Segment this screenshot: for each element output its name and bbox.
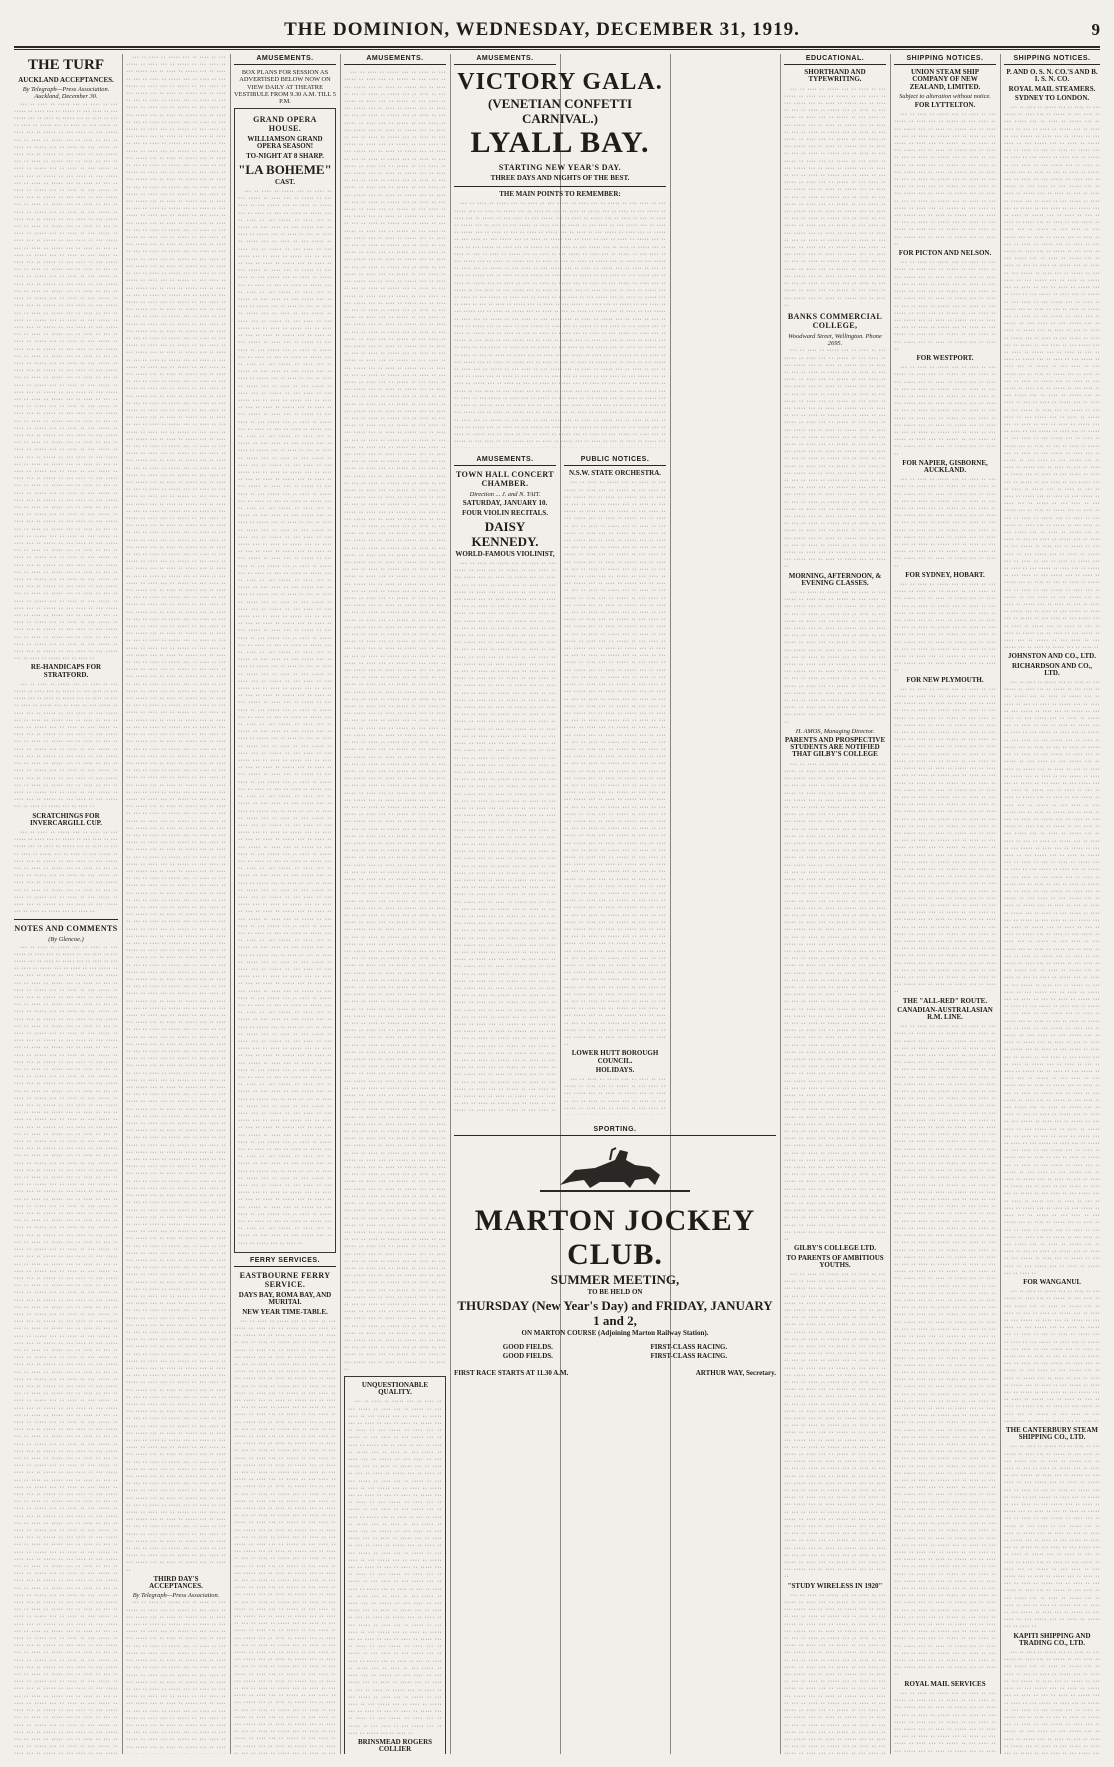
- body-text: ··· ·· ···· ·· ····· ··· ·· ···· ·· ··· ····· ·· ···· ··· ·· ····· ·· ··· ···· ·· ··· ····· ··· ·· ···· ·· ····· ··· ·· ···· ·· ··· ·· ···· ·· ····· ··· ·· ···· ·· ··· ····· ·· ···· ··· ·· ····· ·· ··· ···· ·· ··· ····· ··· ·· ···· ·· ····· ··· ·· ···· ·· ··· ·· ···· ·· ····· ··· ·· ···· ·· ··· ····· ·· ···· ··· ·· ····· ·· ··· ···· ·· ··· ····· ··· ·· ···· ·· ····· ··· ·· ···· ·· ··· ·· ···· ·· ····· ··· ·· ···· ·· ··· ····· ·· ···· ··· ·· ····· ·· ··· ···· ·· ··· ····· ··· ·· ···· ·· ····· ··· ·· ···· ·· ··· ·· ···· ·· ····· ··· ·· ···· ·· ··· ····· ·· ···· ··· ·· ····· ·· ··· ···· ·· ··· ····· ··· ·· ···· ·· ····· ··· ·· ···· ·· ··· ·· ···· ·· ····· ··· ·· ···· ·· ··· ····· ·· ···· ··· ·· ····· ·· ··· ···· ·· ··· ····· ··· ·· ···· ·· ····· ··· ·· ···· ·· ··· ·· ···· ·· ····· ··· ·· ···· ·· ··· ····· ·· ···· ··· ·· ····· ·· ··· ···· ·· ··· ····· ··· ·· ···· ·· ····· ··· ·· ···· ·· ··· ·· ···· ·· ····· ··· ·· ···· ·· ··· ····· ·· ···· ··· ·· ····· ·· ··· ···· ·· ··· ····· ··· ·· ···· ·· ····· ··· ·· ···· ·· ··· ·· ···· ·· ····· ··· ·· ···· ·· ··· ····· ·· ···· ··· ·· ····· ·· ··· ···· ·· ··· ····· ··· ·· ···· ·· ····· ··· ·· ···· ·· ··· ·· ···· ·· ····· ··· ·· ···· ·· ··· ····· ·· ···· ··· ·· ····· ·· ··· ···· ·· ··· ····· ··· ·· ···· ·· ····· ··· ·· ···· ·· ··· ·· ···· ·· ····· ··· ·· ···· ·· ··· ····· ·· ···· ··· ·· ····· ·· ··· ···· ·· ··· ····· ··· ·· ···· ·· ····· ··· ·· ···· ·· ··· ·· ···· ·· ····· ··· ·· ···· ·· ··· ····· ·· ···· ··· ·· ····· ·· ··· ···· ·· ··· ····· ··· ·· ···· ·· ····· ··· ·· ···· ·· ··· ·· ···· ·· ····· ··· ·· ···· ·· ··· ····· ·· ···· ··· ·· ····· ·· ··· ···· ·· ··· ····· ··· ·· ···· ·· ····· ··· ·· ···· ·· ··· ·· ···· ·· ····· ··· ·· ···· ·· ··· ····· ·· ···· ··· ·· ····· ·· ··· ···· ·· ··· ····· ··· ·· ···· ·· ····· ··· ·· ···· ·· ··· ·· ···· ·· ····· ··· ·· ···· ·· ··· ····· ·· ···· ··· ·· ····· ·· ··· ···· ·· ··· ····· ··· ·· ···· ·· ····· ··· ·· ···· ·· ··· ·· ···· ·· ····· ··· ·· ···· ·· ··· ····· ·· ···· ··· ·· ····· ·· ··· ···· ·· ··· ····· ··· ·· ···· ·· ····· ··· ·· ···· ·· ··· ·· ···· ·· ····· ··· ·· ···· ·· ··· ····· ·· ···· ··· ·· ····· ·· ··· ···· ·· ··· ····· ··· ·· ···· ·· ····· ··· ·· ···· ·· ··· ·· ···· ·· ····· ··· ·· ···· ·· ··· ····· ·· ···· ··· ·· ····· ·· ··· ···· ·· ··· ····· ··· ·· ···· ·· ····· ··· ·· ···· ·· ··· ·· ···· ·· ····· ··· ·· ···· ·· ··· ····· ·· ···· ··· ·· ····· ·· ··· ···· ·· ··· ····· ··· ·· ···· ·· ····· ··· ·· ···· ·· ··· ·· ···· ·· ····· ··· ·· ···· ·· ··· ····· ·· ···· ··· ·· ····· ·· ··· ···· ·· ··· ····· ··· ·· ···· ·· ····· ··· ·· ···· ·· ··· ·· ···· ·· ····· ··· ·· ···· ·· ··· ····· ·· ···· ··· ·· ····· ·· ··· ···· ·· ··· ····· ··· ·· ···· ·· ····· ··· ·· ···· ·· ··· ·· ···· ·· ····· ··· ·· ···· ·· ··· ····· ·· ···· ··· ·· ····· ·· ··· ···· ·· ··· ····· ··· ·· ···· ·· ····· ··· ·· ···· ·· ··· ·· ···· ·· ····· ··· ·· ···· ·· ··· ····· ·· ···· ··· ·· ····· ·· ··· ···· ·· ··· ····· ··· ·· ···· ·· ····· ··· ·· ···· ·· ··· ·· ···· ·· ····· ··· ·· ···· ·· ··· ····· ·· ···· ··· ·· ····· ·· ··· ···· ·· ··· ····· ··· ·· ···· ·· ····· ··· ·· ···· ·· ··· ·· ···· ·· ····· ··· ·· ···· ·· ··· ····· ·· ···· ··· ·· ····· ·· ··· ···· ·· ··· ····· ··· ·· ···· ·· ····· ··· ·· ···· ·· ··· ·· ···· ·· ····· ··· ·· ···· ·· ··· ····· ·· ···· ··· ·· ····· ·· ··· ···· ·· ··· ····· ··· ·· ···· ·· ····· ··· ·· ···· ·· ··· ·· ···· ·· ····· ··· ·· ···· ·· ··· ····· ·· ···· ··· ·· ····· ·· ··· ···· ·· ··· ····· ··· ·· ···· ·· ····· ··· ·· ···· ·· ··· ·· ···· ·· ····· ··· ·· ···· ·· ··· ····· ·· ···· ··· ·· ····· ·· ··· ···· ·· ··· ····· ··· ·· ···· ·· ····· ··· ·· ···· ·· ··· ·· ···· ·· ····· ··· ·· ···· ·· ··· ····· ·· ···· ··· ·· ····· ·· ··· ···· ·· ··· ····· ··· ·· ···· ·· ····· ··· ·· ···· ·· ··· ·· ···· ·· ····· ··· ·· ···· ·· ··· ····· ·· ···· ··· ·· ····· ·· ··· ···· ·· ··· ····· ··· ·· ···· ·· ····· ··· ·· ···· ·· ··· ·· ···· ·· ····· ··· ·· ···· ·· ··· ····· ·· ···· ··· ·· ····· ·· ··· ···· ·· ··· ····· ··· ·· ···· ·· ····· ··· ·· ···· ·· ··· ·· ···· ·· ····· ··· ·· ···· ·· ··· ····· ·· ···· ··· ·· ····· ·· ··· ···· ·· ··· ····· ··· ·· ···· ·· ····· ··· ·· ···· ·· ··· ·· ···· ·· ····· ··· ·· ···· ·· ··· ····· ·· ···· ··· ·· ····· ·· ··· ···· ·· ··· ····· ··· ·· ···· ·· ····· ··· ·· ···· ·· ··· ·· ···· ·· ····· ··· ·· ···· ·· ··· ····· ·· ···· ··· ·· ····· ·· ··· ···· ·· ··· ····· ··· ·· ···· ·· ····· ··· ·· ···· ·· ··· ·· ···· ·· ····· ··· ·· ···· ·· ··· ····· ·· ···· ··· ·· ····· ·· ··· ···· ·· ··· ····· ··· ·· ···· ·· ····· ··· ·· ···· ·· ··· ·· ···· ·· ····· ··· ·· ···· ·· ··· ····· ·· ···· ··· ·· ····· ·· ··· ···· ·· ··· ····· ··· ·· ···· ·· ····· ··· ·· ···· ·· ··· ·· ···· ·· ····· ··· ·· ···· ·· ··· ····· ·· ···· ··· ·· ····· ·· ··· ···· ·· ··· ····· ··· ·· ···· ·· ····· ··· ·· ···· ·· ··· ·· ···· ·· ····· ··· ·· ···· ·· ··· ····· ·· ···· ··· ·· ····· ·· ··· ···· ·· ··· ·····: [14, 943, 118, 1754]
- body-text: ··· ·· ···· ·· ····· ··· ·· ···· ·· ··· ····· ·· ···· ··· ·· ····· ·· ··· ···· ·· ··· ····· ··· ·· ···· ·· ····· ··· ·· ···· ·· ··· ·· ···· ·· ····· ··· ·· ···· ·· ··· ····· ·· ···· ··· ·· ····· ·· ··· ···· ·· ··· ····· ··· ·· ···· ·· ····· ··· ·· ···· ·· ··· ·· ···· ·· ····· ··· ·· ···· ·· ··· ····· ·· ···· ··· ·· ····· ·· ··· ···· ·· ··· ····· ··· ·· ···· ·· ····· ··· ·· ···· ·· ··· ·· ···· ·· ····· ··· ·· ···· ·· ··· ····· ·· ···· ··· ·· ····· ·· ··· ···· ·· ··· ····· ··· ·· ···· ·· ····· ··· ·· ···· ·· ··· ·· ···· ·· ····· ··· ·· ···· ·· ··· ····· ·· ···· ··· ·· ····· ·· ··· ···· ·· ··· ····· ··· ·· ···· ·· ····· ··· ·· ···· ·· ··· ·· ···· ·· ····· ··· ·· ···· ·· ··· ····· ·· ···· ··· ·· ····· ·· ··· ···· ·· ··· ····· ··· ·· ···· ·· ····· ··· ·· ···· ·· ··· ·· ···· ·· ····· ··· ·· ···· ·· ··· ····· ·· ···· ··· ·· ····· ·· ··· ···· ·· ··· ····· ··· ·· ···· ·· ····· ··· ·· ····: [126, 1599, 226, 1751]
- lyttelton-heading: FOR LYTTELTON.: [914, 101, 976, 110]
- advert-marton-jockey-club: [454, 1125, 776, 1745]
- body-text: ··· ·· ···· ·· ····· ··· ·· ···· ·· ··· ····· ·· ···· ··· ·· ····· ·· ··· ···· ·· ··· ····· ··· ·· ···· ·· ····· ··· ·· ···· ·· ··· ·· ···· ·· ····· ··· ·· ···· ·· ··· ····· ·· ···· ··· ·· ····· ·· ··· ···· ·· ··· ····· ··· ·· ···· ·· ····· ··· ·· ···· ·· ··· ·· ···· ·· ····· ··· ·· ···· ·· ··· ····· ·· ···· ··· ·· ····· ·· ··· ···· ·· ··· ····· ··· ·· ···· ·· ····· ··· ·· ···· ·· ··· ·· ···· ·· ····· ··· ·· ···· ·· ··· ····· ·· ···· ··· ·· ····· ·· ··· ···· ·· ··· ····· ··· ·· ···· ·· ····· ··· ·· ···· ·· ··· ·· ···· ·· ····· ··· ·· ···· ·· ··· ····· ·· ···· ··· ·· ····· ·· ··· ···· ·· ··· ····· ··· ·· ···· ·· ····· ··· ·· ···· ·· ··· ·· ···· ·· ····· ··· ·· ···· ·· ··· ····· ·· ···· ··· ·· ····· ·· ··· ···· ·· ··· ····· ··· ·· ···· ·· ····· ··· ·· ···· ·· ··· ·· ···· ·· ····· ··· ·· ···· ·· ··· ····· ·· ···· ··· ·· ····· ·· ··· ···· ·· ··· ····· ··· ·· ···· ·· ····· ··· ·· ···· ·· ··· ·· ···· ·· ····· ··· ·· ···· ·· ··· ····· ·· ···· ··· ·· ····· ·· ··· ···· ·· ··· ····· ··· ·· ···· ·· ····· ··· ·· ···· ·· ··· ·· ···· ·· ····· ··· ·· ···· ·· ··· ····· ·· ···· ··· ·· ····· ·· ··· ···· ·· ··· ····· ··· ·· ···· ·· ····· ··· ·· ···· ·· ··· ·· ···· ·· ····· ··· ·· ···· ·· ··· ····· ·· ···· ··· ·· ····· ·· ··· ···· ·· ··· ····· ··· ·· ···· ·· ····· ··· ·· ···· ·· ··· ·· ···· ·· ····· ··· ·· ···· ·· ··· ····· ·· ···· ··· ·· ····· ·· ··· ···· ·· ··· ····· ··· ·· ···· ·· ····· ··· ·· ···· ·· ··· ·· ···· ·· ····· ··· ·· ···· ·· ··· ····· ·· ···· ··· ·· ····· ·· ··· ···· ·· ··· ····· ··· ·· ···· ·· ····· ··· ·· ···· ·· ··· ·· ···· ·· ····· ··· ·· ···· ·· ··· ····· ·· ···· ··· ·· ····· ·· ··· ···· ·· ··· ····· ··· ·· ···· ·· ····· ··· ·· ···· ·· ··· ·· ···· ·· ····· ··· ·· ···· ·· ··· ····· ·· ···· ··· ·· ····· ·· ··· ···· ·· ··· ····· ··· ·· ···· ·· ····· ··· ·· ···· ·· ··· ·· ···· ·· ····· ··· ·· ···· ·· ··· ····· ·· ···· ··· ·· ····· ·· ··· ···· ·· ··· ····· ··· ·· ···· ·· ····· ··· ·· ···· ·· ··· ·· ···· ·· ····· ··· ·· ···· ·· ··· ····· ·· ···· ··· ·· ····· ·· ··· ···· ·· ··· ····· ··· ·· ···· ·· ····· ··· ·· ···· ·· ··· ·· ···· ·· ····· ··· ·· ···· ·· ··· ····· ·· ···· ··· ·· ····· ·· ··· ···· ·· ··· ····· ··· ·· ···· ·· ····· ··· ·· ···· ·· ··· ·· ···· ·· ····· ··· ·· ···· ·· ··· ····· ·· ···· ··· ·· ····· ·· ··· ···· ·· ··· ····· ··· ·· ···· ·· ····· ··· ·· ···· ·· ··· ·· ···· ·· ····· ··· ·· ···· ·· ··· ····· ·· ···· ··· ·· ····· ·· ··· ···· ·· ··· ····· ··· ·· ···· ·· ····· ··· ·· ···· ·· ··· ·· ···· ·· ····· ··· ·· ···· ·· ··· ····· ·· ···· ··· ·· ····· ·· ··· ···· ·· ··· ····· ··· ·· ···· ·· ····· ··· ·· ···· ·· ··· ·· ···· ·· ····· ··· ·· ···· ·· ··· ····· ·· ···· ··· ·· ····· ·· ··· ···· ·· ··· ····· ··· ·· ···· ·· ····· ··· ·· ···· ·· ··· ·· ···· ·· ····· ··· ·· ···· ·· ··· ····· ·· ···· ··· ·· ····· ·· ··· ···· ·· ··· ····· ··· ·· ···· ·· ····· ··· ·· ···· ·· ··· ·· ···· ·· ····· ··· ·· ···· ·· ··· ····· ·· ···· ··· ·· ····· ·· ··· ···· ·· ··· ····· ··· ·· ···· ·· ····· ··· ·· ···· ·· ··· ·· ···· ·· ····· ··· ·· ···· ·· ··· ····· ·· ···· ··· ·· ····· ·· ··· ···· ·· ··· ····· ··· ·· ···· ·· ····· ··· ·· ···· ·· ··· ·· ···· ·· ····· ··· ·· ···· ·· ··· ····· ·· ···· ··· ·· ····· ·· ··· ···· ·· ··· ····· ··· ·· ···· ·· ····· ··· ·· ···· ·· ··· ·· ···· ·· ····· ··· ·· ···· ·· ··· ····· ·· ···· ··· ·· ····· ·· ··· ···· ·· ··· ····· ··· ·· ···· ·· ····· ··· ·· ···· ·· ··· ·· ···· ·· ····· ··· ·· ···· ·· ··· ····· ·· ···· ··· ·· ····· ·· ··· ···· ·· ··· ····· ··· ·· ···· ·· ····· ··· ·· ···· ·· ··· ·· ···· ·· ····· ··· ·· ···· ·· ··· ····· ·· ···· ··· ·· ····· ·· ··· ···· ·· ··· ····· ··· ·· ···· ·· ····· ··· ·· ···· ·· ··· ·· ···· ·· ····· ··· ·· ···· ·· ··· ····· ·· ···· ··· ·· ····· ·· ··· ···· ·· ··· ····· ··· ·· ···· ·· ····· ··· ·· ···· ·· ··· ·· ···· ·· ····· ··· ·· ···· ·· ··· ····· ·· ···· ··· ·· ····· ·· ··· ···· ·· ··· ····· ··· ·· ···· ·· ····· ··· ·· ···· ·· ··· ·· ···· ·· ····· ··· ·· ···· ·· ··· ····· ·· ···· ··· ·· ····· ·· ··· ···· ·· ··· ····· ··· ·· ···· ·· ····· ··· ·· ···· ·· ··· ·· ···· ·· ····· ··· ·· ···· ·· ··· ····· ·· ···· ··· ·· ····· ·· ··· ···· ·· ··· ····· ··· ·· ···· ·· ····· ··· ·· ···· ·· ··· ·· ···· ·· ····· ··· ·· ···· ·· ··· ····· ·· ···· ··· ·· ····· ·· ··· ···· ·· ··· ····· ··· ·· ···· ·· ····· ··· ·· ···· ·· ··· ·· ···· ·· ····· ··· ·· ···· ·· ··· ····· ·· ···· ··· ·· ····· ·· ··· ···· ·· ··· ····· ··· ·· ···· ·· ····· ··· ·· ···· ·· ··· ·· ···· ·· ····· ··· ·· ···· ·· ··· ····· ·· ···· ··· ·· ····· ·· ··· ···· ·· ··· ····· ··· ·· ···· ·· ····· ··· ·· ···· ·· ··· ·· ···· ·· ····· ··· ·· ···· ·· ··· ····· ·· ···· ··· ·· ····· ·· ··· ···· ·· ··· ····· ··· ·· ···· ·· ····· ··· ·· ···· ·· ··· ·· ···· ·· ····· ··· ·· ···· ·· ··· ····· ·· ···· ··· ·· ····· ·· ··· ···· ·· ··· ····· ··· ·· ···· ·· ····· ··· ·· ···· ·· ··· ·· ···· ·· ····· ··· ·· ···· ·· ··· ····· ·· ···· ··· ·· ····· ·· ··· ···· ·· ··· ····· ··· ·· ···· ·· ····· ··· ·· ···· ·· ··· ·· ···· ·· ····· ··· ·· ···· ·· ··· ····· ·· ···· ··· ·· ····· ·· ··· ···· ·· ··· ····· ··· ·· ···· ·· ····· ··· ·· ···· ·· ··· ·· ···· ·· ····· ··· ·· ···· ·· ··· ····· ·· ···· ··· ·· ····· ·· ··· ···· ·· ··· ····· ··· ·· ···· ·· ····· ··· ·· ···· ·· ··· ·· ···· ·· ····· ··· ·· ···· ·· ··· ····· ·· ···· ··· ·· ····· ·· ··· ···· ·· ··· ····· ··· ·· ···· ·· ····· ··· ·· ···· ·· ··· ·· ···· ·· ····· ··· ·· ···· ·· ··· ····· ·· ···· ··· ·· ····· ·· ··· ···· ·· ··· ····· ··· ·· ···· ·· ····· ··· ·· ···· ·· ··· ·· ···· ·· ····· ··· ·· ···· ·· ··· ····· ·· ···· ··· ·· ····· ·· ··· ···· ·· ··· ····· ··· ·· ···· ·· ····· ··· ·· ···· ·· ··· ·· ···· ·· ····· ··· ·· ···· ·· ··· ····· ·· ···· ··· ·· ····· ·· ··· ···· ·· ··· ····· ··· ·· ···· ·· ····· ··· ·· ···· ··: [238, 188, 332, 1247]
- section-amusements: AMUSEMENTS.: [344, 54, 446, 65]
- sporting-fields: GOOD FIELDS.: [502, 1351, 553, 1360]
- body-text: ··· ·· ···· ·· ····· ··· ·· ···· ·· ··· ····· ·· ···· ··· ·· ····· ·· ··· ···· ·· ··· ····· ··· ·· ···· ·· ····· ··· ·· ···· ·· ··· ·· ···· ·· ····· ··· ·· ···· ·· ··· ····· ·· ···· ··· ·· ····· ·· ··· ···· ·· ··· ····· ··· ·· ···· ·· ····· ··· ·· ···· ·· ··· ·· ···· ·· ····· ··· ·· ···· ·· ··· ····· ·· ···· ··· ·· ····· ·· ··· ···· ·· ··· ····· ··· ·· ···· ·· ····· ··· ·· ···· ·· ··· ·· ···· ·· ····· ··· ·· ···· ·· ··· ····· ·· ···· ··· ·· ····· ·· ··· ···· ·· ··· ····· ··· ·· ···· ·· ····· ··· ·· ···· ·· ··· ·· ···· ·· ····· ··· ·· ···· ·· ··· ····· ·· ···· ··· ·· ····· ·· ··· ···· ·· ··· ····· ··· ·· ···· ·· ····· ··· ·· ···· ·· ··· ·· ···· ·· ····· ··· ·· ···· ·· ··· ····· ·· ···· ··· ·· ····· ·· ··· ···· ·· ··· ····· ··· ·· ···· ·· ····· ··· ·· ···· ··: [784, 589, 886, 726]
- banks-address: Woodward Street, Wellington. Phone 2695.: [788, 332, 882, 348]
- body-text: ··· ·· ···· ·· ····· ··· ·· ···· ·· ··· ····· ·· ···· ··· ·· ····· ·· ··· ···· ·· ··· ····· ··· ·· ···· ·· ····· ··· ·· ···· ·· ··· ·· ···· ·· ····· ··· ·· ···· ·· ··· ····· ·· ···· ··· ·· ····· ·· ··· ···· ·· ··· ····· ··· ·· ···· ·· ····· ··· ·· ···· ·· ··· ·· ···· ·· ····· ··· ·· ···· ·· ··· ····· ·· ···· ··· ·· ····· ·· ··· ···· ·· ··· ····· ··· ·· ···· ·· ····· ··· ·· ···· ·· ··· ·· ···· ·· ····· ··· ·· ···· ·· ··· ····· ·· ···· ··· ·· ····· ·· ··· ···· ·· ··· ····· ··· ·· ···· ·· ····· ··· ·· ···· ·· ··· ·· ···· ·· ····· ··· ·· ···· ·· ··· ····· ·· ···· ··· ·· ····· ·· ··· ···· ·· ··· ····· ··· ·· ···· ·· ····· ··· ·· ···· ·· ··· ·· ···· ·· ····· ··· ·· ···· ·· ··· ····· ·· ···· ··· ·· ····· ·· ··· ···· ·· ··· ····· ··· ·· ···· ·· ····· ··· ·· ···· ·· ··· ·· ···· ·· ····· ··· ·· ···· ·· ··· ····· ·· ···· ··· ·· ····· ·· ··· ···· ·· ··· ····· ··· ·· ···· ·· ····· ··· ·· ···· ·· ··· ·· ···· ·· ····· ··· ·· ···· ·· ··· ····· ·· ···· ··· ·· ····· ·· ··· ···· ·· ··· ····· ··· ·· ···· ·· ····· ··· ·· ···· ·· ··· ·· ···· ·· ····· ··· ·· ···· ·· ··· ····· ·· ···· ··· ·· ····· ·· ··· ···· ·· ··· ····· ··· ·· ···· ·· ····· ··· ·· ···· ·· ··· ·· ···· ·· ····· ··· ·· ···· ·· ··· ····· ·· ···· ··· ·· ····· ·· ··· ···· ·· ··· ····· ··· ·· ···· ·· ····· ··· ·· ···· ·· ··· ·· ···· ·· ····· ··· ·· ···· ·· ··· ····· ·· ···· ··· ·· ····· ·· ··· ···· ·· ··· ····· ··· ·· ···· ·· ····· ··· ·· ···· ·· ··· ·· ···· ·· ····· ··· ·· ···· ·· ··· ····· ·· ···· ··· ·· ····· ·· ··· ···· ·· ··· ····· ··· ·· ···· ·· ····· ··· ·· ···· ·· ··· ·· ···· ·· ····· ··· ·· ···· ·· ··· ····· ·· ···· ··· ·· ····· ·· ··· ···· ·· ··· ····· ··· ·· ···· ·· ····· ··· ·· ···· ·· ··· ·· ···· ·· ····· ··· ·· ···· ·· ··· ····· ·· ···· ··· ·· ····· ·· ··· ···· ·· ··· ····· ··· ·· ···· ·· ····· ··· ·· ···· ·· ··· ·· ···· ·· ····· ··· ·· ···· ·· ··· ····· ·· ···· ··· ·· ····· ·· ··· ···· ·· ··· ····· ··· ·· ···· ·· ····· ··· ·· ···· ·· ··· ·· ···· ·· ····· ··· ·· ···· ·· ··· ····· ·· ···· ··· ·· ····· ·· ··· ···· ·· ··· ····· ··· ·· ···· ·· ····· ··· ·· ···· ·· ··· ·· ···· ·· ····· ··· ·· ···· ·· ··· ····· ·· ···· ··· ·· ····· ·· ··· ···· ·· ··· ····· ··· ·· ···· ·· ····· ··· ·· ···· ·· ··· ·· ···· ·· ····· ··· ·· ···· ·· ··· ····· ·· ···· ··· ·· ····· ·· ··· ···· ·· ··· ····· ··· ·· ···· ·· ····· ··· ·· ···· ·· ··· ·· ···· ·· ····· ··· ·· ···· ·· ··· ····· ·· ···· ··· ·· ····· ·· ··· ···· ·· ··· ····· ··· ·· ···· ·· ····· ··· ·· ···· ·· ··· ·· ···· ·· ····· ··· ·· ···· ·· ··· ····· ·· ···· ··· ·· ····· ·· ··· ···· ·· ··· ····· ··· ·· ···· ·· ····· ··· ·· ···· ·· ··· ·· ···· ·· ····· ··· ·· ···· ·· ··· ····· ·· ···· ··· ·· ····· ·· ··· ···· ·· ··· ····· ··· ·· ···· ·· ····· ··· ·· ···· ·· ··· ·· ···· ·· ····· ··· ·· ···· ·· ··· ····· ·· ···· ··· ·· ····· ·· ··· ···· ·· ··· ····· ··· ·· ···· ·· ····· ··· ·· ···· ·· ··· ·· ···· ·· ····· ··· ·· ···· ·· ··· ····· ·· ···· ··· ·· ····· ·· ··· ···· ·· ··· ····· ··· ·· ···· ·· ····· ··· ·· ···· ·· ··· ·· ···· ·· ····· ··· ·· ···· ·· ··· ····· ·· ···· ··· ·· ····· ·· ··· ···· ·· ··· ····· ··· ·· ···· ·· ····· ··· ·· ···· ·· ··· ·· ···· ·· ····· ··· ·· ···· ·· ··· ····· ·· ···· ··· ·· ····· ·· ··· ···· ·· ··· ····· ··· ·· ···· ·· ····· ··· ·· ···· ·· ··· ·· ···· ·· ····· ··· ·· ···· ·· ··· ····· ·· ···· ··· ·· ····· ·· ··· ···· ·· ··· ····· ··· ·· ···· ·· ····· ··· ·· ···· ··: [564, 479, 666, 1049]
- section-amusements: AMUSEMENTS.: [454, 54, 556, 65]
- ferry-sub: DAYS BAY, ROMA BAY, AND MURITAI.: [238, 1291, 332, 1307]
- body-text: ··· ·· ···· ·· ····· ··· ·· ···· ·· ··· ····· ·· ···· ··· ·· ····· ·· ··· ···· ·· ··· ····· ··· ·· ···· ·· ····· ··· ·· ···· ·· ··· ·· ···· ·· ····· ··· ·· ···· ·· ··· ····· ·· ···· ··· ·· ····· ·· ··· ···· ·· ··· ····· ··· ·· ···· ·· ····· ··· ·· ···· ·· ··· ·· ···· ·· ····· ··· ·· ···· ·· ··· ····· ·· ···· ··· ·· ····· ·· ··· ···· ·· ··· ····· ··· ·· ···· ·· ····· ··· ·· ····: [894, 1689, 996, 1754]
- sporting-meeting: SUMMER MEETING,: [550, 1272, 680, 1288]
- ad-title: GRAND OPERA HOUSE.: [253, 115, 317, 134]
- sporting-start: FIRST RACE STARTS AT 11.30 A.M.: [454, 1369, 569, 1378]
- concert-heading: TOWN HALL CONCERT CHAMBER.: [456, 470, 554, 489]
- body-text: ··· ·· ···· ·· ····· ··· ·· ···· ·· ··· ····· ·· ···· ··· ·· ····· ·· ··· ···· ·· ··· ····· ··· ·· ···· ·· ····· ··· ·· ···· ·· ··· ·· ···· ·· ····· ··· ·· ···· ·· ··· ····· ·· ···· ··· ·· ····· ·· ··· ···· ·· ··· ····· ··· ·· ···· ·· ····· ··· ·· ···· ·· ··· ·· ···· ·· ····· ··· ·· ···· ·· ··· ····· ·· ···· ··· ·· ····· ·· ··· ···· ·· ··· ····· ··· ·· ···· ·· ····· ··· ·· ···· ·· ··· ·· ···· ·· ····· ··· ·· ···· ·· ··· ····· ·· ···· ··· ·· ····· ·· ··· ···· ·· ··· ····· ··· ·· ···· ·· ····· ··· ·· ···· ·· ··· ·· ···· ·· ····· ··· ·· ···· ·· ··· ····· ·· ···· ··· ·· ····· ·· ··· ···· ·· ··· ····· ··· ·· ···· ·· ····· ··· ·· ···· ·· ··· ·· ···· ·· ····· ··· ·· ···· ·· ··· ····· ·· ···· ··· ·· ····· ·· ··· ···· ·· ··· ····· ··· ·· ···· ·· ····· ··· ·· ···· ·· ··· ·· ···· ·· ····· ··· ·· ···· ·· ··· ····· ·· ···· ··· ·· ····· ·· ··· ···· ·· ··· ····· ··· ·· ···· ·· ····· ··· ·· ···· ·· ··· ·· ···· ·· ····· ··· ·· ···· ·· ··· ····· ·· ···· ··· ·· ····· ·· ··· ···· ·· ··· ····· ··· ·· ···· ·· ····· ··· ·· ···· ·· ··· ·· ···· ·· ····· ··· ·· ···· ·· ··· ····· ·· ···· ··· ·· ····· ·· ··· ···· ·· ··· ····· ··· ·· ···· ·· ····· ··· ·· ···· ·· ··· ·· ···· ·· ····· ··· ·· ···· ·· ··· ····· ·· ···· ··· ·· ····· ·· ··· ···· ·· ··· ····· ··· ·· ···· ·· ····· ··· ·· ···· ·· ··· ·· ···· ·· ····· ··· ·· ···· ·· ··· ····· ·· ···· ··· ·· ····· ·· ··· ···· ·· ··· ····· ··· ·· ···· ·· ····· ··· ·· ···· ·· ··· ·· ···· ·· ····· ··· ·· ···· ·· ··· ····· ·· ···· ··· ·· ····· ·· ··· ···· ·· ··· ····· ··· ·· ···· ·· ····· ··· ·· ···· ·· ··· ·· ···· ·· ····· ··· ·· ···· ·· ··· ····· ·· ···· ··· ·· ····· ·· ··· ···· ·· ··· ····· ··· ·· ···· ·· ····· ··· ·· ···· ·· ··· ·· ···· ·· ····· ··· ·· ···· ·· ··· ····· ·· ···· ··· ·· ····· ·· ··· ···· ·· ··· ····· ··· ·· ···· ·· ····· ··· ·· ···· ·· ··· ·· ···· ·· ····· ··· ·· ···· ·· ··· ····· ·· ···· ··· ·· ····· ·· ··· ···· ·· ··· ····· ··· ·· ···· ·· ····· ··· ·· ···· ·· ··· ·· ···· ·· ····· ··· ·· ···· ·· ··· ····· ·· ···· ··· ·· ····· ·· ··· ···· ·· ··· ····· ··· ·· ···· ·· ····· ··· ·· ···· ·· ··· ·· ···· ·· ····· ··· ·· ···· ·· ··· ····· ·· ···· ··· ·· ····· ·· ··· ···· ·· ··· ····· ··· ·· ···· ·· ····· ··· ·· ···· ·· ··· ·· ···· ·· ····· ··· ·· ···· ·· ··· ····· ·· ···· ··· ·· ····· ·· ··· ···· ·· ··· ····· ··· ·· ···· ·· ····· ··· ·· ···· ·· ··· ·· ···· ·· ····· ··· ·· ···· ·· ··· ····· ·· ···· ··· ·· ····· ·· ··· ···· ·· ··· ····· ··· ·· ···· ·· ····· ··· ·· ···· ·· ··· ·· ···· ·· ····· ··· ·· ···· ·· ··· ····· ·· ···· ··· ·· ····· ·· ··· ···· ·· ··· ····· ··· ·· ···· ·· ····· ··· ·· ···· ·· ··· ·· ···· ·· ····· ··· ·· ···· ·· ··· ····· ·· ···· ··· ·· ····· ·· ··· ···· ·· ··· ····· ··· ·· ···· ·· ····· ··· ·· ···· ·· ··· ·· ···· ·· ····· ··· ·· ···· ·· ··· ····· ·· ···· ··· ·· ····· ·· ··· ···· ·· ··· ····· ··· ·· ···· ·· ····· ··· ·· ···· ··: [784, 760, 886, 1244]
- body-text: ··· ·· ···· ·· ····· ··· ·· ···· ·· ··· ····· ·· ···· ··· ·· ····· ·· ··· ···· ·· ··· ····· ··· ·· ···· ·· ····· ··· ·· ···· ·· ··· ·· ···· ·· ····· ··· ·· ···· ·· ··· ····· ·· ···· ··· ·· ····· ·· ··· ···· ·· ··· ····· ··· ·· ···· ·· ····· ··· ·· ···· ·· ··· ·· ···· ·· ····· ··· ·· ···· ·· ··· ····· ·· ···· ··· ·· ····· ·· ··· ···· ·· ··· ····· ··· ·· ···· ·· ····· ··· ·· ···· ·· ··· ·· ···· ·· ····· ··· ·· ···· ·· ··· ····· ·· ···· ··· ·· ····· ·· ··· ···· ·· ··· ····· ··· ·· ···· ·· ····· ··· ·· ···· ·· ··· ·· ···· ·· ····· ··· ·· ···· ·· ··· ····· ·· ···· ··· ·· ····· ·· ··· ···· ·· ··· ····· ··· ·· ···· ·· ····· ··· ·· ···· ·· ··· ·· ···· ·· ····· ··· ·· ···· ·· ··· ····· ·· ···· ··· ·· ····· ·· ··· ···· ·· ··· ····· ··· ·· ···· ·· ····· ··· ·· ···· ·· ··· ·· ···· ·· ····· ··· ·· ···· ·· ··· ····· ·· ···· ··· ·· ····· ·· ··· ···· ·· ··· ····· ··· ·· ···· ·· ····· ··· ·· ···· ·· ··· ·· ···· ·· ····· ··· ·· ···· ·· ··· ····· ·· ···· ··· ·· ····· ·· ··· ···· ·· ··· ····· ··· ·· ···· ·· ····· ··· ·· ···· ·· ··· ·· ···· ·· ····· ··· ·· ···· ·· ··· ····· ·· ···· ··· ·· ····· ·· ··· ···· ·· ··· ····· ··· ·· ···· ·· ····· ··· ·· ···· ·· ··· ·· ···· ·· ····· ··· ·· ···· ·· ··· ····· ·· ···· ··· ·· ····· ·· ··· ···· ·· ··· ····· ··· ·· ···· ·· ····· ··· ·· ···· ·· ··· ·· ···· ·· ····· ··· ·· ···· ·· ··· ····· ·· ···· ··· ·· ····· ·· ··· ···· ·· ··· ····· ··· ·· ···· ·· ····· ··· ·· ···· ·· ··· ·· ···· ·· ····· ··· ·· ···· ·· ··· ····· ·· ···· ··· ·· ····· ·· ··· ···· ·· ··· ····· ··· ·· ···· ·· ····· ··· ·· ···· ·· ··· ·· ···· ·· ····· ··· ·· ···· ·· ··· ····· ·· ···· ··· ·· ····· ·· ··· ···· ·· ··· ····· ··· ·· ···· ·· ····· ··· ·· ···· ·· ··· ·· ···· ·· ····· ··· ·· ···· ·· ··· ····· ·· ···· ··· ·· ····· ·· ··· ···· ·· ··· ····· ··· ·· ···· ·· ····· ··· ·· ···· ··: [894, 685, 996, 996]
- masthead-rule: [14, 49, 1100, 50]
- column-concert: [454, 455, 556, 1115]
- body-text: ··· ·· ···· ·· ····· ··· ·· ···· ·· ··· ····· ·· ···· ··· ·· ····· ·· ··· ···· ·· ··· ····· ··· ·· ···· ·· ····· ··· ·· ···· ·· ··· ·· ···· ·· ····· ··· ·· ···· ·· ··· ····· ·· ···· ··· ·· ····· ·· ··· ···· ·· ··· ····· ··· ·· ···· ·· ····· ··· ·· ···· ·· ··· ·· ···· ·· ····· ··· ·· ···· ·· ··· ····· ·· ···· ··· ·· ····· ·· ··· ···· ·· ··· ····· ··· ·· ···· ·· ····· ··· ·· ···· ·· ··· ·· ···· ·· ····· ··· ·· ···· ·· ··· ····· ·· ···· ··· ·· ····· ·· ··· ···· ·· ··· ····· ··· ·· ···· ·· ····· ··· ·· ···· ·· ··· ·· ···· ·· ····· ··· ·· ···· ·· ··· ····· ·· ···· ··· ·· ····· ·· ··· ···· ·· ··· ····· ··· ·· ···· ·· ····· ··· ·· ···· ·· ··· ·· ···· ·· ····· ··· ·· ···· ·· ··· ····· ·· ···· ··· ·· ····· ·· ··· ···· ·· ··· ····· ··· ·· ···· ·· ····· ··· ·· ···· ·· ··· ·· ···· ·· ····· ··· ·· ···· ·· ··· ····· ·· ···· ··· ·· ····· ·· ··· ···· ·· ··· ····· ··· ·· ···· ·· ····· ··· ·· ···· ·· ··· ·· ···· ·· ····· ··· ·· ···· ·· ··· ····· ·· ···· ··· ·· ····· ·· ··· ···· ·· ··· ····· ··· ·· ···· ·· ····· ··· ·· ···· ·· ··· ·· ···· ·· ····· ··· ·· ···· ·· ··· ····· ·· ···· ··· ·· ····· ·· ··· ···· ·· ··· ····· ··· ·· ···· ·· ····· ··· ·· ···· ·· ··· ·· ···· ·· ····· ··· ·· ···· ·· ··· ····· ·· ···· ··· ·· ····· ·· ··· ···· ·· ··· ····· ··· ·· ···· ·· ····· ··· ·· ···· ·· ··· ·· ···· ·· ····· ··· ·· ···· ·· ··· ····· ·· ···· ··· ·· ····· ·· ··· ···· ·· ··· ····· ··· ·· ···· ·· ····· ··· ·· ···· ·· ··· ·· ···· ·· ····· ··· ·· ···· ·· ··· ····· ·· ···· ··· ·· ····· ·· ··· ···· ·· ··· ····· ··· ·· ···· ·· ····· ··· ·· ···· ·· ··· ·· ···· ·· ····· ··· ·· ···· ·· ··· ····· ·· ···· ··· ·· ····· ·· ··· ···· ·· ··· ····· ··· ·· ···· ·· ····· ··· ·· ···· ·· ··· ·· ···· ·· ····· ··· ·· ···· ·· ··· ····· ·· ···· ··· ·· ····· ·· ··· ···· ·· ··· ····· ··· ·· ···· ·· ····· ··· ·· ···· ··: [784, 1270, 886, 1581]
- body-text: ··· ·· ···· ·· ····· ··· ·· ···· ·· ··· ····· ·· ···· ··· ·· ····· ·· ··· ···· ·· ··· ····· ··· ·· ···· ·· ····· ··· ·· ···· ·· ··· ·· ···· ·· ····· ··· ·· ···· ·· ··· ····· ·· ···· ··· ·· ····· ·· ··· ···· ·· ··· ····· ··· ·· ···· ·· ····· ··· ·· ···· ·· ··· ·· ···· ·· ····· ··· ·· ···· ·· ··· ····· ·· ···· ··· ·· ····· ·· ··· ···· ·· ··· ····· ··· ·· ···· ·· ····· ··· ·· ···· ·· ··· ·· ···· ·· ····· ··· ·· ···· ·· ··· ····· ·· ···· ··· ·· ····· ·· ··· ···· ·· ··· ····· ··· ·· ···· ·· ····· ··· ·· ···· ·· ··· ·· ···· ·· ····· ··· ·· ···· ·· ··· ····· ·· ···· ··· ·· ····· ·· ··· ···· ·· ··· ····· ··· ·· ···· ·· ····· ··· ·· ···· ·· ··· ·· ···· ·· ····· ··· ·· ···· ·· ··· ····· ·· ···· ··· ·· ····· ·· ··· ···· ·· ··· ····· ··· ·· ···· ·· ····· ··· ·· ···· ·· ··· ·· ···· ·· ····· ··· ·· ···· ·· ··· ····· ·· ···· ··· ·· ····· ·· ··· ···· ·· ··· ····· ··· ·· ···· ·· ····· ··· ·· ···· ·· ··· ·· ···· ·· ····· ··· ·· ···· ·· ··· ····· ·· ···· ··· ·· ····· ·· ··· ···· ·· ··· ····· ··· ·· ···· ·· ····· ··· ·· ···· ·· ··· ·· ···· ·· ····· ··· ·· ···· ·· ··· ····· ·· ···· ··· ·· ····· ·· ··· ···· ·· ··· ····· ··· ·· ···· ·· ····· ··· ·· ···· ·· ··· ·· ···· ·· ····· ··· ·· ···· ·· ··· ····· ·· ···· ··· ·· ····· ·· ··· ···· ·· ··· ····· ··· ·· ···· ·· ····· ··· ·· ···· ·· ··· ·· ···· ·· ····· ··· ·· ···· ·· ··· ····· ·· ···· ··· ·· ····· ·· ··· ···· ·· ··· ····· ··· ·· ···· ·· ····· ··· ·· ···· ·· ··· ·· ···· ·· ····· ··· ·· ···· ·· ··· ····· ·· ···· ··· ·· ····· ·· ··· ···· ·· ··· ····· ··· ·· ···· ·· ····· ··· ·· ···· ·· ··· ·· ···· ·· ····· ··· ·· ···· ·· ··· ····· ·· ···· ··· ·· ····· ·· ··· ···· ·· ··· ····· ··· ·· ···· ·· ····· ··· ·· ···· ·· ··· ·· ···· ·· ····· ··· ·· ···· ·· ··· ····· ·· ···· ··· ·· ····· ·· ··· ···· ·· ··· ····· ··· ·· ···· ·· ····· ··· ·· ···· ·· ··· ·· ···· ·· ····· ··· ·· ···· ·· ··· ····· ·· ···· ··· ·· ····· ·· ··· ···· ·· ··· ····· ··· ·· ···· ·· ····· ··· ·· ···· ·· ··· ·· ···· ·· ····· ··· ·· ···· ·· ··· ····· ·· ···· ··· ·· ····· ·· ··· ···· ·· ··· ····· ··· ·· ···· ·· ····· ··· ·· ···· ·· ··· ·· ···· ·· ····· ··· ·· ···· ·· ··· ····· ·· ···· ··· ·· ····· ·· ··· ···· ·· ··· ····· ··· ·· ···· ·· ····· ··· ·· ···· ·· ··· ·· ···· ·· ····· ··· ·· ···· ·· ··· ····· ·· ···· ··· ·· ····· ·· ··· ···· ·· ··· ····· ··· ·· ···· ·· ····· ··· ·· ···· ·· ··· ·· ···· ·· ····· ··· ·· ···· ·· ··· ····· ·· ···· ··· ·· ····· ·· ··· ···· ·· ··· ····· ··· ·· ···· ·· ····· ··· ·· ···· ·· ··· ·· ···· ·· ····· ··· ·· ···· ·· ··· ····· ·· ···· ··· ·· ····· ·· ··· ···· ·· ··· ····· ··· ·· ···· ·· ····· ··· ·· ···· ·· ··· ·· ···· ·· ····· ··· ·· ···· ·· ···: [234, 1317, 336, 1754]
- shorthand-heading: SHORTHAND AND TYPEWRITING.: [804, 68, 866, 84]
- body-text: ··· ·· ···· ·· ····· ··· ·· ···· ·· ··· ····· ·· ···· ··· ·· ····· ·· ··· ···· ·· ··· ····· ··· ·· ···· ·· ····· ··· ·· ···· ·· ··· ·· ···· ·· ····· ··· ·· ···· ·· ··· ····· ·· ···· ··· ·· ····· ·· ··· ···· ·· ··· ····· ··· ·· ···· ·· ····· ··· ·· ···· ·· ··· ·· ···· ·· ····· ··· ·· ···· ·· ··· ····· ·· ···· ··· ·· ····· ·· ··· ···· ·· ··· ····· ··· ·· ···· ·· ····· ··· ·· ···· ·· ··· ·· ···· ·· ····· ··· ·· ···· ·· ··· ····· ·· ···· ··· ·· ····· ·· ··· ···· ·· ··· ····· ··· ·· ···· ·· ····· ··· ·· ···· ··: [894, 581, 996, 675]
- body-text: ··· ·· ···· ·· ····· ··· ·· ···· ·· ··· ····· ·· ···· ··· ·· ····· ·· ··· ···· ·· ··· ····· ··· ·· ···· ·· ····· ··· ·· ···· ·· ··· ·· ···· ·· ····· ··· ·· ···· ·· ··· ····· ·· ···· ··· ·· ····· ·· ··· ···· ·· ··· ····· ··· ·· ···· ·· ····· ··· ·· ···· ·· ··· ·· ···· ·· ····· ··· ·· ···· ·· ··· ····· ·· ···· ··· ·· ····· ·· ··· ···· ·· ··· ····· ··· ·· ···· ·· ····· ··· ·· ···· ·· ··· ·· ···· ·· ····· ··· ·· ···· ·· ··· ····· ·· ···· ··· ·· ····· ·· ··· ···· ·· ··· ····· ··· ·· ···· ·· ····· ··· ·· ···· ·· ··· ·· ···· ·· ····· ··· ·· ···· ·· ··· ····· ·· ···· ··· ·· ····· ·· ··· ···· ·· ··· ····· ··· ·· ···· ·· ····· ··· ·· ···· ·· ··· ·· ···· ·· ····· ··· ·· ···· ·· ··· ····· ·· ···· ··· ·· ····· ·· ··· ···· ·· ··· ····· ··· ·· ···· ·· ····· ··· ·· ···· ·· ··· ·· ···· ·· ····· ··· ·· ···· ·· ··· ····· ·· ···· ··· ·· ····· ·· ··· ···· ·· ··· ····· ··· ·· ···· ·· ····· ··· ·· ···· ·· ··· ·· ···· ·· ····· ··· ·· ···· ·· ··· ····· ·· ···· ··· ·· ····· ·· ··· ···· ·· ··· ····· ··· ·· ···· ·· ····· ··· ·· ···· ·· ··· ·· ···· ·· ····· ··· ·· ···· ·· ··· ····· ·· ···· ··· ·· ····· ·· ··· ···· ·· ··· ····· ··· ·· ···· ·· ····· ··· ·· ···· ·· ··· ·· ···· ·· ····· ··· ·· ···· ·· ··· ····· ·· ···· ··· ·· ····· ·· ··· ···· ·· ··· ····· ··· ·· ···· ·· ····· ··· ·· ···· ··: [784, 85, 886, 309]
- kapiti-heading: KAPITI SHIPPING AND TRADING CO., LTD.: [1013, 1631, 1091, 1647]
- body-text: ··· ·· ···· ·· ····· ··· ·· ···· ·· ··· ····· ·· ···· ··· ·· ····· ·· ··· ···· ·· ··· ····· ··· ·· ···· ·· ····· ··· ·· ···· ·· ··· ·· ···· ·· ····· ··· ·· ···· ·· ··· ····· ·· ···· ··· ·· ····· ·· ··· ···· ·· ··· ····· ··· ·· ···· ·· ····· ··· ·· ···· ·· ··· ·· ···· ·· ····· ··· ·· ···· ·· ··· ····· ·· ···· ··· ·· ····· ·· ··· ···· ·· ··· ····· ··· ·· ···· ·· ····· ··· ·· ···· ·· ··· ·· ···· ·· ····· ··· ·· ···· ·· ··· ····· ·· ···· ··· ·· ····· ·· ··· ···· ·· ··· ····· ··· ·· ···· ·· ····· ··· ·· ···· ·· ··· ·· ···· ·· ····· ··· ·· ···· ·· ··· ····· ·· ···· ··· ·· ····· ·· ··· ···· ·· ··· ····· ··· ·· ···· ·· ····· ··· ·· ···· ·· ··· ·· ···· ·· ····· ··· ·· ···· ·· ··· ····· ·· ···· ··· ·· ····· ·· ··· ···· ·· ··· ····· ··· ·· ···· ·· ····· ··· ·· ···· ·· ··· ·· ···· ·· ····· ··· ·· ···· ·· ··· ····· ·· ···· ··· ·· ····· ·· ··· ···· ·· ··· ····· ··· ·· ···· ·· ····· ··· ·· ···· ·· ··· ·· ···· ·· ····· ··· ·· ···· ·· ··· ····· ·· ···· ··· ·· ····· ·· ··· ···· ·· ··· ····· ··· ·· ···· ·· ····· ··· ·· ···· ·· ··· ·· ···· ·· ····· ··· ·· ···· ·· ··· ····· ·· ···· ··· ·· ····· ·· ··· ···· ·· ··· ····· ··· ·· ···· ·· ····· ··· ·· ···· ·· ··· ·· ···· ·· ····· ··· ·· ···· ·· ··· ····· ·· ···· ··· ·· ····· ·· ··· ···· ·· ··· ····· ··· ·· ···· ·· ····· ··· ·· ···· ·· ··· ·· ···· ·· ····· ··· ·· ···· ·· ··· ····· ·· ···· ··· ·· ····· ·· ··· ···· ·· ··· ····· ··· ·· ···· ·· ····· ··· ·· ···· ·· ··· ·· ···· ·· ····· ··· ·· ···· ·· ··· ····· ·· ···· ··· ·· ····· ·· ··· ···· ·· ··· ····· ··· ·· ···· ·· ····· ··· ·· ···· ·· ··· ·· ···· ·· ····· ··· ·· ···· ·· ··· ····· ·· ···· ··· ·· ····· ·· ··· ···· ·· ··· ····· ··· ·· ···· ·· ····· ··· ·· ···· ·· ··· ·· ···· ·· ····· ··· ·· ···· ·· ··· ····· ·· ···· ··· ·· ····· ·· ··· ···· ·· ··· ····· ··· ·· ···· ·· ····· ··· ·· ···· ·· ··· ·· ···· ·· ····· ··· ·· ···· ·· ··· ····· ·· ···· ··· ·· ····· ·· ··· ···· ·· ··· ····· ··· ·· ···· ·· ····· ··· ·· ···· ·· ··· ·· ···· ·· ····· ··· ·· ···· ·· ··· ····· ·· ···· ··· ·· ····· ·· ··· ···· ·· ··· ····· ··· ·· ···· ·· ····· ··· ·· ···· ·· ··· ·· ···· ·· ····· ··· ·· ···· ·· ··· ····· ·· ···· ··· ·· ····· ·· ··· ···· ·· ··· ····· ··· ·· ···· ·· ····· ··· ·· ···· ·· ··· ·· ···· ·· ····· ··· ·· ···· ·· ··· ····· ·· ···· ··· ·· ····· ·· ··· ···· ·· ··· ····· ··· ·· ···· ·· ····· ··· ·· ···· ·· ··· ·· ···· ·· ····· ··· ·· ···· ·· ··· ····· ·· ···· ··· ·· ····· ·· ··· ···· ·· ··· ····· ··· ·· ···· ·· ····· ··· ·· ···· ·· ··· ·· ···· ·· ····· ··· ·· ···· ·· ··· ····· ·· ···· ··· ·· ····· ·· ··· ···· ·· ··· ····· ··· ·· ···· ·· ····· ··· ·· ···· ·· ··· ·· ···· ·· ····· ··· ·· ···· ·· ··· ····· ·· ···· ··· ·· ····· ·· ··· ···· ·· ··· ····· ··· ·· ···· ·· ····· ··· ·· ···· ·· ··· ·· ···· ·· ····· ··· ·· ···· ·· ··· ····· ·· ···· ··· ·· ····· ·· ··· ···· ·· ··· ····· ··· ·· ···· ·· ····· ··· ·· ···· ·· ··· ·· ···· ·· ····· ··· ·· ···· ·· ··· ····· ·· ···· ··· ·· ····· ·· ··· ···· ·· ··· ····· ··· ·· ···· ·· ····· ··· ·· ···· ·· ··· ·· ···· ·· ····· ··· ·· ···· ·· ··· ····· ·· ···· ··· ·· ····· ·· ··· ···· ·· ··· ····· ··· ·· ···· ·· ····· ··· ·· ···· ·· ··· ·· ···· ·· ····· ··· ·· ···· ·· ··· ····· ·· ···· ··· ·· ····· ·· ··· ···· ·· ··· ····· ··· ·· ···· ·· ····· ··· ·· ···· ·· ··· ·· ···· ·· ····· ··· ·· ···· ·· ··· ····· ·· ···· ··· ·· ····· ·· ··· ···· ·· ··· ····· ··· ·· ···· ·· ····· ··· ·· ···· ·· ··· ·· ···· ·· ····· ··· ·· ···· ·· ··· ····· ·· ···· ··· ·· ····· ·· ··· ···· ·· ··· ····· ··· ·· ···· ·· ····· ··· ·· ···· ·· ··· ·· ···· ·· ····· ··· ·· ···· ·· ··· ····· ·· ···· ··· ·· ····· ·· ··· ···· ·· ··· ····· ··· ·· ···· ·· ····· ··· ·· ···· ·· ··· ·· ···· ·· ····· ··· ·· ···· ·· ··· ····· ·· ···· ··· ·· ····· ·· ··· ···· ·· ··· ····· ··· ·· ···· ·· ····· ··· ·· ···· ·· ··· ·· ···· ·· ····· ··· ·· ···· ·· ··· ····· ·· ···· ··· ·· ····· ·· ··· ···· ·· ··· ····· ··· ·· ···· ·· ····· ··· ·· ···· ·· ··· ·· ···· ·· ····· ··· ·· ···· ·· ··· ····· ·· ···· ··· ·· ····· ·· ··· ···· ·· ··· ····· ··· ·· ···· ·· ····· ··· ·· ···· ·· ··· ·· ···· ·· ····· ··· ·· ···· ·· ··· ····· ·· ···· ··· ·· ····· ·· ··· ···· ·· ··· ····· ··· ·· ···· ·· ····· ··· ·· ···· ·· ··· ·· ···· ·· ····· ··· ·· ···· ·· ··· ····· ·· ···· ··· ·· ····· ·· ··· ···· ·· ··· ····· ··· ·· ···· ·· ····· ··· ·· ···· ·· ··· ·· ···· ·· ····· ··· ·· ···· ·· ··· ····· ·· ···· ··· ·· ····· ·· ··· ···· ·· ··· ····· ··· ·· ···· ·· ····· ··· ·· ···· ·· ··· ·· ···· ·· ····· ··· ·· ···· ·· ··· ····· ·· ···· ··· ·· ····· ·· ··· ···· ·· ··· ····· ··· ·· ···· ·· ····· ··· ·· ···· ·· ··· ·· ···· ·· ····· ··· ·· ···· ·· ··· ····· ·· ···· ··· ·· ····· ·· ··· ···· ·· ··· ····· ··· ·· ···· ·· ····· ··· ·· ···· ·· ··· ·· ···· ·· ····· ··· ·· ···· ·· ··· ····· ·· ···· ··· ·· ····· ·· ··· ···· ·· ··· ····· ··· ·· ···· ·· ····· ··· ·· ···· ·· ··· ·· ···· ·· ····· ··· ·· ···· ·· ··· ····· ·· ···· ··· ·· ····· ·· ··· ···· ·· ··· ····· ··· ·· ···· ·· ····· ··· ·· ···· ·· ··· ·· ···· ·· ····· ··· ·· ···· ·· ··· ····· ·· ···· ··· ·· ····· ·· ··· ···· ·· ··· ····· ··· ·· ···· ·· ····· ··· ·· ···· ·· ··· ·· ···· ·· ····· ··· ·· ···· ·· ··· ····· ·· ···· ··· ·· ····· ·· ··· ···· ·· ··· ····· ··· ·· ···· ·· ····· ··· ·· ···· ·· ··· ·· ···· ·· ····· ··· ·· ···· ·· ··· ····· ·· ···· ··· ·· ····· ·· ··· ···· ·· ··· ····· ··· ·· ···· ·· ····· ··· ·· ···· ·· ··· ·· ···· ·· ····· ··· ·· ···· ·· ··· ····· ·· ···· ··· ·· ····· ·· ··· ···· ·· ··· ····· ··· ·· ···· ·· ····· ··· ·· ···· ·· ··· ·· ···· ·· ····· ··· ·· ···· ·· ··· ····· ·· ···· ··· ·· ····· ·· ··· ···· ·· ··· ····· ··· ·· ···· ·· ····· ··· ·· ···· ·· ··· ·· ···· ·· ····· ··· ·· ···· ·· ··· ····· ·· ···· ··· ·· ····· ·· ··· ···· ·· ··· ····· ··· ·· ···· ·· ····· ··· ·· ···· ·· ··· ·· ···· ·· ····· ··· ·· ···· ·· ··· ····· ·· ···· ··· ·· ····· ·· ··· ···· ·· ··· ····· ··· ·· ···· ·· ····· ··· ·· ···· ·· ··· ·· ···· ·· ····· ··· ·· ···· ·· ··· ····· ·· ···· ··· ·· ····· ·· ··· ···· ·· ··· ····· ··· ·· ···· ·· ····· ··· ·· ···· ·· ··· ·· ···· ·· ····· ··· ·· ···· ·· ··· ····· ·· ···· ··· ·· ····· ·· ··· ···· ·· ··· ····· ··· ·· ···· ·· ····· ··· ·· ···· ·· ··· ·· ···· ·· ····· ··· ·· ···· ·· ··· ····· ·· ···· ··· ·· ····· ·· ··· ···· ·· ··· ····· ··· ·· ···· ·· ····· ··· ·· ···· ·· ··· ·· ···· ·· ····· ··· ·· ···· ·· ··· ····· ·· ···· ··· ·· ····· ·· ··· ···· ·· ··· ····· ··· ·· ···· ·· ····· ··· ·· ···· ·· ··· ·· ···· ·· ····· ··· ·· ···· ·· ··· ····· ·· ···· ··· ·· ····· ·· ··· ···· ·· ··· ····· ··· ·· ···· ·· ····· ··· ·· ···· ·· ··· ·· ···· ·· ····· ··· ·· ···· ·· ··· ····· ·· ···· ··· ·· ····· ·· ··· ···· ·· ··· ····· ··· ·· ···· ·· ····· ··· ·· ···· ·· ··· ·· ···· ·· ····· ··· ·· ···· ·· ··· ····· ·· ···· ··· ·· ····· ·· ··· ···· ·· ··· ····· ··· ·· ···· ·· ····· ··· ·· ···· ·· ··· ·· ···· ·· ····· ··· ·· ···· ·· ··· ····· ·· ···· ··· ·· ····· ·· ··· ···· ·· ··· ····· ··· ·· ···· ·· ····· ··· ·· ···· ·· ··· ·· ···· ·· ····· ··· ·· ···· ·· ··· ····· ·· ···· ··· ·· ····· ·· ··· ···· ·· ··· ····· ··· ·· ···· ·· ····· ··· ·· ···· ·· ··· ·· ···· ·· ····· ··· ·· ···· ·· ··· ····· ·· ···· ··· ·· ····· ·· ··· ···· ·· ··· ····· ··· ·· ···· ·· ····· ··· ·· ···· ·· ··· ·· ···· ·· ····· ··· ·· ···· ·· ··· ····· ·· ···· ··· ·· ····· ·· ··· ···· ·· ··· ····· ··· ·· ···· ·· ····· ··· ·· ···· ·· ··· ·· ···· ·· ····· ··· ·· ···· ·· ··· ····· ·· ···· ··· ·· ····· ·· ··· ···· ·· ··· ····· ··· ·· ···· ·· ····· ··· ·· ···· ·· ··· ·· ···· ·· ····· ··· ·· ···· ·· ··· ····· ·· ···· ··· ·· ····· ·· ··· ···· ·· ··· ····· ··· ·· ···· ·· ····· ··· ·· ···· ·· ··· ·· ···· ·· ····· ··· ·· ···· ·· ··· ····· ·· ···· ··· ·· ····· ·· ··· ···· ·· ··· ····· ··· ·· ···· ·· ····· ··· ·· ···· ·· ··· ·· ···· ·· ····· ··· ·· ···· ·· ··· ····· ·· ···· ··· ·· ····· ·· ··· ···· ·· ··· ····· ··· ·· ···· ·· ····· ··· ·· ···· ··: [344, 69, 446, 1373]
- masthead-title: THE DOMINION, WEDNESDAY, DECEMBER 31, 1919.: [284, 19, 800, 40]
- column-rule: [340, 54, 341, 1754]
- royal-heading: ROYAL MAIL SERVICES: [904, 1679, 986, 1688]
- napier-heading: FOR NAPIER, GISBORNE, AUCKLAND.: [902, 458, 988, 474]
- section-sporting: SPORTING.: [454, 1125, 776, 1136]
- heading: NOTES AND COMMENTS: [14, 924, 118, 934]
- lower-hutt-heading: LOWER HUTT BOROUGH COUNCIL.: [571, 1049, 659, 1065]
- concert-direction: Direction ... J. and N. TAIT.: [469, 491, 541, 499]
- body-text: ··· ·· ···· ·· ····· ··· ·· ···· ·· ··· ····· ·· ···· ··· ·· ····· ·· ··· ···· ·· ··· ····· ··· ·· ···· ·· ····· ··· ·· ···· ·· ··· ·· ···· ·· ····· ··· ·· ···· ·· ··· ····· ·· ···· ··· ·· ····· ·· ··· ···· ·· ··· ····· ··· ·· ···· ·· ····· ··· ·· ···· ·· ··· ·· ···· ·· ····· ··· ·· ···· ·· ··· ····· ·· ···· ··· ·· ····· ·· ··· ···· ·· ··· ····· ··· ·· ···· ·· ····· ··· ·· ···· ·· ··· ·· ···· ·· ····· ··· ·· ···· ·· ··· ····· ·· ···· ··· ·· ····· ·· ··· ···· ·· ··· ····· ··· ·· ···· ·· ····· ··· ·· ···· ·· ··· ·· ···· ·· ····· ··· ·· ···· ·· ··· ····· ·· ···· ··· ·· ····· ·· ··· ···· ·· ··· ····· ··· ·· ···· ·· ····· ··· ·· ···· ·· ··· ·· ···· ·· ····· ··· ·· ···· ·· ··· ····· ·· ···· ··· ·· ····· ·· ··· ···· ·· ··· ····· ··· ·· ···· ·· ····· ··· ·· ···· ··: [14, 680, 118, 811]
- section-ferry: FERRY SERVICES.: [234, 1256, 336, 1267]
- gala-start: STARTING NEW YEAR'S DAY.: [498, 163, 622, 172]
- ad-line: CAST.: [275, 177, 295, 186]
- gilby-heading: GILBY'S COLLEGE LTD.: [793, 1244, 877, 1253]
- section-shipping: SHIPPING NOTICES.: [894, 54, 996, 65]
- body-text: ··· ·· ···· ·· ····· ··· ·· ···· ·· ··· ····· ·· ···· ··· ·· ····· ·· ··· ···· ·· ··· ····· ··· ·· ···· ·· ····· ··· ·· ···· ·· ··· ·· ···· ·· ····· ··· ·· ···· ·· ··· ····· ·· ···· ··· ·· ····· ·· ··· ···· ·· ··· ····· ··· ·· ···· ·· ····· ··· ·· ···· ·· ··· ·· ···· ·· ····· ··· ·· ···· ·· ··· ····· ·· ···· ··· ·· ····· ·· ··· ···· ·· ··· ····· ··· ·· ···· ·· ····· ··· ·· ···· ·· ··· ·· ···· ·· ····· ··· ·· ···· ·· ··· ····· ·· ···· ··· ·· ····· ·· ··· ···· ·· ··· ····· ··· ·· ···· ·· ····· ··· ·· ···· ··: [894, 259, 996, 353]
- concert-billing: WORLD-FAMOUS VIOLINIST,: [455, 549, 555, 558]
- body-text: ··· ·· ···· ·· ····· ··· ·· ···· ·· ··· ····· ·· ···· ··· ·· ····· ·· ··· ···· ·· ··· ····· ··· ·· ···· ·· ····· ··· ·· ···· ·· ··· ·· ···· ·· ····· ··· ·· ···· ·· ··· ····· ·· ···· ··· ·· ····· ·· ··· ···· ·· ··· ····· ··· ·· ···· ·· ····· ··· ·· ···· ·· ··· ·· ···· ·· ····· ··· ·· ···· ·· ··· ····· ·· ···· ··· ·· ····· ·· ··· ···· ·· ··· ····· ··· ·· ···· ·· ····· ··· ·· ···· ·· ··· ·· ···· ·· ····· ··· ·· ···· ·· ··· ····· ·· ···· ··· ·· ····· ·· ··· ···· ·· ··· ····· ··· ·· ···· ·· ····· ··· ·· ···· ·· ··· ·· ···· ·· ····· ··· ·· ···· ·· ··· ····· ·· ···· ··· ·· ····· ·· ··· ···· ·· ··· ····· ··· ·· ···· ·· ····· ··· ·· ···· ·· ··· ·· ···· ·· ····· ··· ·· ···· ·· ··· ····· ·· ···· ··· ·· ····· ·· ··· ···· ·· ··· ····· ··· ·· ···· ·· ····· ··· ·· ···· ·· ··· ·· ···· ·· ····· ··· ·· ···· ·· ··· ····· ·· ···· ··· ·· ····· ·· ··· ···· ·· ··· ····· ··· ·· ···· ·· ····· ··· ·· ···· ·· ··· ·· ···· ·· ····· ··· ·· ···· ·· ··· ····· ·· ···· ··· ·· ····· ·· ··· ···· ·· ··· ····· ··· ·· ···· ·· ····· ··· ·· ···· ·· ··· ·· ···· ·· ····· ··· ·· ···· ·· ··· ····· ·· ···· ··· ·· ····· ·· ··· ···· ·· ··· ····· ··· ·· ···· ·· ····· ··· ·· ···· ·· ··· ·· ···· ·· ····· ··· ·· ···· ·· ··· ····· ·· ···· ··· ·· ····· ·· ··· ···· ·· ··· ····· ··· ·· ···· ·· ····· ··· ·· ···· ··: [784, 347, 886, 571]
- body-text: ··· ·· ···· ·· ····· ··· ·· ···· ·· ··· ····· ·· ···· ··· ·· ····· ·· ··· ···· ·· ··· ····· ··· ·· ···· ·· ····· ··· ·· ···· ·· ··· ·· ···· ·· ····· ··· ·· ···· ·· ··· ····· ·· ···· ··· ·· ····· ·· ··· ···· ·· ··· ····· ··· ·· ···· ·· ····· ··· ·· ···· ·· ··· ·· ···· ·· ····· ··· ·· ···· ·· ··· ····· ·· ···· ··· ·· ····· ·· ··· ···· ·· ··· ····· ··· ·· ···· ·· ····· ··· ·· ···· ·· ··· ·· ···· ·· ····· ··· ·· ···· ·· ··· ····· ·· ···· ··· ·· ····· ·· ··· ···· ·· ··· ····· ··· ·· ···· ·· ····· ··· ·· ···· ·· ··· ·· ···· ·· ····· ··· ·· ···· ·· ··· ····· ·· ···· ··· ·· ····· ·· ··· ···· ·· ··· ····· ··· ·· ···· ·· ····· ··· ·· ···· ·· ··· ·· ···· ·· ····· ··· ·· ···· ·· ··· ····· ·· ···· ··· ·· ····· ·· ··· ···· ·· ··· ····· ··· ·· ···· ·· ····· ··· ·· ···· ·· ··· ·· ···· ·· ····· ··· ·· ···· ·· ··· ····· ·· ···· ··· ·· ····· ·· ··· ···· ·· ··· ····· ··· ·· ···· ·· ····· ··· ·· ···· ·· ··· ·· ···· ·· ····· ··· ·· ···· ·· ··· ····· ·· ···· ··· ·· ····· ·· ··· ···· ·· ··· ····· ··· ·· ···· ·· ····· ··· ·· ···· ·· ··· ·· ···· ·· ····· ··· ·· ···· ·· ··· ····· ·· ···· ··· ·· ····· ·· ··· ···· ·· ··· ····· ··· ·· ···· ·· ····· ··· ·· ···· ·· ··· ·· ···· ·· ····· ··· ·· ···· ·· ··· ····· ·· ···· ··· ·· ····· ·· ··· ···· ·· ··· ····· ··· ·· ···· ·· ····· ··· ·· ···· ·· ··· ·· ···· ·· ····· ··· ·· ···· ·· ··· ····· ·· ···· ··· ·· ····· ·· ··· ···· ·· ··· ····· ··· ·· ···· ·· ····· ··· ·· ···· ·· ··· ·· ···· ·· ····· ··· ·· ···· ·· ··· ····· ·· ···· ··· ·· ····· ·· ··· ···· ·· ··· ····· ··· ·· ···· ·· ····· ··· ·· ···· ·· ··· ·· ···· ·· ····· ··· ·· ···· ·· ··· ····· ·· ···· ··· ·· ····· ·· ··· ···· ·· ··· ····· ··· ·· ···· ·· ····· ··· ·· ···· ·· ··· ·· ···· ·· ····· ··· ·· ···· ·· ··· ····· ·· ···· ··· ·· ····· ·· ··· ···· ·· ··· ····· ··· ·· ···· ·· ····· ··· ·· ···· ·· ··· ·· ···· ·· ····· ··· ·· ···· ·· ··· ····· ·· ···· ··· ·· ····· ·· ··· ···· ·· ··· ····· ··· ·· ···· ·· ····· ··· ·· ···· ·· ··· ·· ···· ·· ····· ··· ·· ···· ·· ··· ····· ·· ···· ··· ·· ····· ·· ··· ···· ·· ··· ····· ··· ·· ···· ·· ····· ··· ·· ···· ·· ··· ·· ···· ·· ····· ··· ·· ···· ·· ··· ····· ·· ···· ··· ·· ····· ·· ··· ···· ·· ··· ····· ··· ·· ···· ·· ····· ··· ·· ···· ·· ··· ·· ···· ·· ····· ··· ·· ···· ·· ··· ····· ·· ···· ··· ·· ····· ·· ··· ···· ·· ··· ····· ··· ·· ···· ·· ····· ··· ·· ···· ·· ··· ·· ···· ·· ····· ··· ·· ···· ·· ··· ····· ·· ···· ··· ·· ····· ·· ··· ···· ·· ··· ····· ··· ·· ···· ·· ····· ··· ·· ···· ·· ··· ·· ···· ·· ····· ··· ·· ···· ·· ··· ····· ·· ···· ··· ·· ····· ·· ··· ···· ·· ··· ····· ··· ·· ···· ·· ····· ··· ·· ···· ·· ··· ·· ···· ·· ····· ··· ·· ···· ·· ··· ····· ·· ···· ··· ·· ····· ·· ··· ···· ·· ··· ····· ··· ·· ···· ·· ····· ··· ·· ···· ·· ··· ·· ···· ·· ····· ··· ·· ···· ·· ··· ····· ·· ···· ··· ·· ····· ·· ··· ···· ·· ··· ····· ··· ·· ···· ·· ····· ··· ·· ···· ·· ··· ·· ···· ·· ····· ··· ·· ···· ·· ··· ····· ·· ···· ··· ·· ····· ·· ··· ···· ·· ··· ····· ··· ·· ···· ·· ····· ··· ·· ···· ·· ··· ·· ···· ·· ····· ··· ·· ···· ·· ··· ····· ·· ···· ··· ·· ····· ·· ··· ···· ·· ··· ····· ··· ·· ···· ·· ····· ··· ·· ···· ·· ··· ·· ···· ·· ····· ··· ·· ···· ·· ··· ····· ·· ···· ··· ·· ····· ·· ··· ···· ·· ··· ····· ··· ·· ···· ·· ····· ··· ·· ···· ·· ··· ·· ···· ·· ····· ··· ·· ···· ·· ··· ····· ·· ···· ··· ·· ····· ·· ··· ···· ·· ··· ····· ··· ·· ···· ·· ····· ··· ·· ···· ·· ··· ·· ···· ·· ····· ··· ·· ···· ·· ··· ····· ·· ···· ··· ·· ····· ·· ··· ···· ·· ··· ····· ··· ·· ···· ·· ····· ··· ·· ···· ·· ··· ·· ···· ·· ····· ··· ·· ···· ·· ··· ····· ·· ···· ··· ·· ····· ·· ··· ···· ·· ··· ····· ··· ·· ···· ·· ····· ··· ·· ···· ·· ··· ·· ···· ·· ····· ··· ·· ···· ·· ··· ····· ·· ···· ··· ·· ····· ·· ··· ···· ·· ··· ····· ··· ·· ···· ·· ····· ··· ·· ···· ·· ··· ·· ···· ·· ····· ··· ·· ···· ·· ··· ····· ·· ···· ··· ·· ····· ·· ··· ···· ·· ··· ····· ··· ·· ···· ·· ····· ··· ·· ···· ·· ··· ·· ···· ·· ····· ··· ·· ···· ·· ··· ····· ·· ···· ··· ·· ····· ·· ··· ···· ·· ··· ····· ··· ·· ···· ·· ····· ··· ·· ···· ·· ··· ·· ···· ·· ····· ··· ·· ···· ·· ··· ····· ·· ···· ··· ·· ····· ·· ··· ···· ·· ··· ····· ··· ·· ···· ·· ····· ··· ·· ···· ·· ··· ·· ···· ·· ····· ··· ·· ···· ·· ··· ····· ·· ···· ··· ·· ····· ·· ··· ···· ·· ··· ····· ··· ·· ···· ·· ····· ··· ·· ···· ·· ··· ·· ···· ·· ····· ··· ·· ···· ·· ··· ····· ·· ···· ··· ·· ····· ·· ··· ···· ·· ··· ····· ··· ·· ···· ·· ····· ··· ·· ···· ·· ··· ·· ···· ·· ····· ··· ·· ···· ·· ··· ····· ·· ···· ··· ·· ····· ·· ··· ···· ·· ··· ····· ··· ·· ···· ·· ····· ··· ·· ···· ·· ··· ·· ···· ·· ····· ··· ·· ···· ·· ··· ····· ·· ···· ··· ·· ····· ·· ··· ···· ·· ··· ····· ··· ·· ···· ·· ····· ··· ·· ···· ·· ··· ·· ···· ·· ····· ··· ·· ···· ·· ··· ····· ·· ···· ··· ·· ····· ·· ··· ···· ·· ··· ····· ··· ·· ···· ·· ····· ··· ·· ···· ·· ··· ·· ···· ·· ····· ··· ·· ···· ·· ··· ····· ·· ···· ··· ·· ····· ·· ··· ···· ·· ··· ····· ··· ·· ···· ·· ····· ··· ·· ···· ·· ··· ·· ···· ·· ····· ··· ·· ···· ·· ··· ····· ·· ···· ··· ·· ····· ·· ··· ···· ·· ··· ····· ··· ·· ···· ·· ····· ··· ·· ···· ·· ··· ·· ···· ·· ····· ··· ·· ···· ·· ··· ····· ·· ···· ··· ·· ····· ·· ··· ···· ·· ··· ····· ··· ·· ···· ·· ····· ··· ·· ···· ·· ··· ·· ···· ·· ····· ··· ·· ···· ·· ··· ····· ·· ···· ··· ·· ····· ·· ··· ···· ·· ··· ····· ··· ·· ···· ·· ····· ··· ·· ···· ·· ··· ·· ···· ·· ····· ··· ·· ···· ·· ··· ····· ·· ···· ··· ·· ····· ·· ··· ···· ·· ··· ····· ··· ·· ···· ·· ····· ··· ·· ···· ·· ··· ·· ···· ·· ····· ··· ·· ···· ·· ··· ····· ·· ···· ··· ·· ····· ·· ··· ···· ·· ··· ····· ··· ·· ···· ·· ····· ··· ·· ···· ·· ··· ·· ···· ·· ····· ··· ·· ···· ·· ··· ····· ·· ···· ··· ·· ····· ·· ··· ···· ·· ··· ····· ··· ·· ···· ·· ····· ··· ·· ···· ·· ··· ·· ···· ·· ····· ··· ·· ···· ·· ··· ····· ·· ···· ··· ·· ····· ·· ··· ···· ·· ··· ····· ··· ·· ···· ·· ····· ··· ·· ···· ·· ··· ·· ···· ·· ····· ··· ·· ···· ·· ··· ····· ·· ···· ··· ·· ····· ·· ··· ···· ·· ··· ····· ··· ·· ···· ·· ····· ··· ·· ···· ·· ··· ·· ···· ·· ····· ··· ·· ···· ·· ··· ····· ·· ···· ··· ·· ····· ·· ··· ···· ·· ··· ····· ··· ·· ···· ·· ····· ··· ·· ···· ·· ··· ·· ···· ·· ····· ··· ·· ···· ·· ··· ····· ·· ···· ··· ·· ····· ·· ··· ···· ·· ··· ····· ··· ·· ···· ·· ····· ··· ·· ···· ·· ··· ·· ···· ·· ····· ··· ·· ···· ·· ··· ····· ·· ···· ··· ·· ····· ·· ··· ···· ·· ··· ····· ··· ·· ···· ·· ····· ··· ·· ···· ·· ··· ·· ···· ·· ····· ··· ·· ···· ·· ··· ····· ·· ···· ··· ·· ····· ·· ··· ···· ·· ··· ····· ··· ·· ···· ·· ····· ··· ·· ···· ·· ··· ·· ···· ·· ····· ··· ·· ···· ·· ··· ····· ·· ···· ··· ·· ····· ·· ··· ···· ·· ··· ····· ··· ·· ···· ·· ····· ··· ·· ···· ·· ··· ·· ···· ·· ····· ··· ·· ···· ·· ··· ····· ·· ···· ··· ·· ····· ·· ··· ···· ·· ··· ····· ··· ·· ···· ·· ····· ··· ·· ···· ·· ··· ·· ···· ·· ····· ··· ·· ···· ·· ··· ····· ·· ···· ··· ·· ····· ·· ··· ···· ·· ··· ····· ··· ·· ···· ·· ····· ··· ·· ···· ·· ··· ·· ···· ·· ····· ··· ·· ···· ·· ··· ····· ·· ···· ··· ·· ····· ·· ··· ···· ·· ··· ····· ··· ·· ···· ·· ····· ··· ·· ···· ·· ··· ·· ···· ·· ····· ··· ·· ···· ·· ··· ····· ·· ···· ··· ·· ····· ·· ··· ···· ·· ··· ····· ··· ·· ···· ·· ····· ··· ·· ···· ·· ··· ·· ···· ·· ····· ··· ·· ···· ·· ··· ····· ·· ···· ··· ·· ····· ·· ··· ···· ·· ··· ····· ··· ·· ···· ·· ····· ··· ·· ···· ·· ··· ·· ···· ·· ····· ··· ·· ···· ·· ··· ····· ·· ···· ··· ·· ····· ·· ··· ···· ·· ··· ····· ··· ·· ···· ·· ····· ··· ·· ···· ·· ··· ·· ···· ·· ····· ··· ·· ···· ·· ··· ····· ·· ···· ··· ·· ····· ·· ··· ···· ·· ··· ····· ··· ·· ···· ·· ····· ··· ·· ···· ·· ··· ·· ···· ·· ····· ··· ·· ···· ·· ··· ····· ·· ···· ··· ·· ····· ·· ··· ···· ·· ··· ····· ··· ·· ···· ·· ····· ··· ·· ···· ·· ··· ·· ···· ·· ····· ··· ·· ···· ·· ··· ····· ·· ···· ··· ·· ····· ·· ··· ···· ·· ··· ····· ··· ·· ···· ·· ····· ··· ·· ···· ·· ··· ·· ···· ·· ····· ··· ·· ···· ·· ··· ····· ·· ···· ··· ·· ····· ·· ··· ···· ·· ··· ····· ··· ·· ···· ·· ····· ··· ·· ···· ·· ··· ·· ···· ·· ····· ··· ·· ···· ·· ··· ····· ·· ···· ··· ·· ····· ·· ··· ···· ·· ··· ····· ··· ·· ···· ·· ····· ··· ·· ···· ·· ··· ·· ···· ·· ····· ··· ·· ···· ·· ··· ····· ·· ···· ··· ·· ····· ·· ··· ···· ·· ··· ····· ··· ·· ···· ·· ····· ··· ·· ···· ·· ··· ·· ···· ·· ····· ··· ·· ···· ·· ··· ····· ·· ···· ··· ·· ····· ·· ··· ···· ·· ··· ····· ··· ·· ···· ·· ····· ··· ·· ···· ·· ··· ·· ···· ·· ····· ··· ·· ···· ·· ··· ····· ·· ···· ··· ·· ····· ·· ··· ···· ·· ··· ····· ··· ·· ···· ·· ····· ··· ·· ···· ·· ··· ·· ···· ·· ····· ··· ·· ···· ·· ··· ····· ·· ···· ··· ·· ····· ·· ··· ···· ·· ··· ····· ··· ·· ···· ·· ····· ··· ·· ···· ·· ··· ·· ···· ·· ····· ··· ·· ···· ·· ··· ····· ·· ···· ··· ·· ····· ·· ··· ···· ·· ··· ····· ··· ·· ···· ·· ····· ··· ·· ···· ·· ··· ·· ···· ·· ····· ··· ·· ···· ·· ··· ····· ·· ···· ··· ·· ····· ·· ··· ···· ·· ··· ····· ··· ·· ···· ·· ····· ··· ·· ···· ·· ··· ·· ···· ·· ····· ··· ·· ···· ·· ··· ····· ·· ···· ··· ·· ····· ·· ··· ···· ·· ··· ····· ··· ·· ···· ·· ····· ··· ·· ···· ·· ··· ·· ···· ·· ····· ··· ·· ···· ·· ··· ····· ·· ···· ··· ·· ····· ·· ··· ···· ·· ··· ····· ··· ·· ···· ·· ····· ··· ·· ···· ··: [126, 54, 226, 1574]
- richardson-heading: RICHARDSON AND CO., LTD.: [1011, 661, 1093, 677]
- body-text: ··· ·· ···· ·· ····· ··· ·· ···· ·· ··· ····· ·· ···· ··· ·· ····· ·· ··· ···· ·· ··· ····· ··· ·· ···· ·· ····· ··· ·· ···· ·· ··· ·· ···· ·· ····· ··· ·· ···· ·· ··· ····· ·· ···· ··· ·· ····· ·· ··· ···· ·· ··· ····· ··· ·· ···· ·· ····· ··· ·· ···· ·· ··· ·· ···· ·· ····· ··· ·· ···· ·· ··· ····· ·· ···· ··· ·· ····· ·· ··· ···· ·· ··· ····· ··· ·· ···· ·· ····· ··· ·· ···· ·· ··· ·· ···· ·· ····· ··· ·· ···· ·· ··· ····· ·· ···· ··· ·· ····· ·· ··· ···· ·· ··· ····· ··· ·· ···· ·· ····· ··· ·· ···· ·· ··· ·· ···· ·· ····· ··· ·· ···· ·· ··· ····· ·· ···· ··· ·· ····· ·· ··· ···· ·· ··· ····· ··· ·· ···· ·· ····· ··· ·· ···· ·· ··· ·· ···· ·· ····· ··· ·· ···· ·· ··· ····· ·· ···· ··· ·· ····· ·· ··· ···· ·· ··· ····· ··· ·· ···· ·· ····· ··· ·· ···· ··: [894, 111, 996, 248]
- body-text: ··· ·· ···· ·· ····· ··· ·· ···· ·· ··· ····· ·· ···· ··· ·· ····· ·· ··· ···· ·· ··· ····· ··· ·· ···· ·· ····· ··· ·· ···· ·· ··· ·· ···· ·· ····· ··· ·· ···· ·· ··· ····· ·· ···· ··· ·· ····· ·· ··· ···· ·· ··· ····· ··· ·· ···· ·· ····· ··· ·· ···· ·· ··· ·· ···· ·· ····· ··· ·· ···· ·· ··· ····· ·· ···· ··· ·· ····· ·· ··· ···· ·· ··· ····· ··· ·· ···· ·· ····· ··· ·· ···· ·· ··· ·· ···· ·· ····· ··· ·· ···· ·· ··· ····· ·· ···· ··· ·· ····· ·· ··· ···· ·· ··· ····· ··· ·· ···· ·· ····· ··· ·· ···· ·· ··· ·· ···· ·· ····· ··· ·· ···· ·· ··· ····· ·· ···· ··· ·· ····· ·· ··· ···· ·· ··· ····· ··· ·· ···· ·· ····· ··· ·· ···· ·· ··· ·· ···· ·· ····· ··· ·· ···· ·· ··· ····· ·· ···· ··· ·· ····· ·· ··· ···· ·· ··· ····· ··· ·· ···· ·· ····· ··· ·· ···· ·· ··· ·· ···· ·· ····· ··· ·· ···· ·· ··· ····· ·· ···· ··· ·· ····· ·· ··· ···· ·· ··· ····· ··· ·· ···· ·· ····· ··· ·· ···· ·· ··· ·· ···· ·· ····· ··· ·· ···· ·· ··· ····· ·· ···· ··· ·· ····· ·· ··· ···· ·· ··· ····· ··· ·· ···· ·· ····· ··· ·· ···· ·· ··· ·· ···· ·· ····· ··· ·· ···· ·· ··· ····· ·· ···· ··· ·· ····· ·· ··· ···· ·· ··· ····· ··· ·· ···· ·· ····· ··· ·· ···· ·· ··· ·· ···· ·· ····· ··· ·· ···· ·· ··· ····· ·· ···· ··· ·· ····· ·· ··· ···· ·· ··· ····· ··· ·· ···· ·· ····· ··· ·· ···· ·· ··· ·· ···· ·· ····· ··· ·· ···· ·· ··· ····· ·· ···· ··· ·· ····· ·· ··· ···· ·· ··· ····· ··· ·· ···· ·· ····· ··· ·· ···· ·· ··· ·· ···· ·· ····· ··· ·· ···· ·· ··· ····· ·· ···· ··· ·· ····· ·· ··· ···· ·· ··· ····· ··· ·· ···· ·· ····· ··· ·· ···· ·· ··· ·· ···· ·· ····· ··· ·· ···· ·· ··· ····· ·· ···· ··· ·· ····· ·· ··· ···· ·· ··· ····· ··· ·· ···· ·· ····· ··· ·· ···· ·· ··· ·· ···· ·· ····· ··· ·· ···· ·· ··· ····· ·· ···· ··· ·· ····· ·· ··· ···· ·· ··· ····· ··· ·· ···· ·· ····· ··· ·· ···· ·· ··· ·· ···· ·· ····· ··· ·· ···· ·· ··· ····· ·· ···· ··· ·· ····· ·· ··· ···· ·· ··· ····· ··· ·· ···· ·· ····· ··· ·· ···· ·· ··· ·· ···· ·· ····· ··· ·· ···· ·· ··· ····· ·· ···· ··· ·· ····· ·· ··· ···· ·· ··· ····· ··· ·· ···· ·· ····· ··· ·· ···· ·· ··· ·· ···· ·· ····· ··· ·· ···· ·· ··· ····· ·· ···· ··· ·· ····· ·· ··· ···· ·· ··· ····· ··· ·· ···· ·· ····· ··· ·· ···· ·· ··· ·· ···· ·· ····· ··· ·· ···· ·· ··· ····· ·· ···· ··· ·· ····· ·· ··· ···· ·· ··· ····· ··· ·· ···· ·· ····· ··· ·· ···· ·· ··· ·· ···· ·· ····· ··· ·· ···· ·· ··· ····· ·· ···· ··· ·· ····· ·· ··· ···· ·· ··· ····· ··· ·· ···· ·· ····· ··· ·· ···· ·· ··· ·· ···· ·· ····· ··· ·· ···· ·· ··· ····· ·· ···· ··· ·· ····· ·· ··· ···· ·· ··· ····· ··· ·· ···· ·· ····· ··· ·· ···· ·· ··· ·· ···· ·· ····· ··· ·· ···· ·· ··· ····· ·· ···· ··· ·· ····· ·· ··· ···· ·· ··· ····· ··· ·· ···· ·· ····· ··· ·· ···· ·· ··· ·· ···· ·· ····· ··· ·· ···· ·· ··· ····· ·· ···· ··· ·· ····· ·· ··· ···· ·· ··· ····· ··· ·· ···· ·· ····· ··· ·· ···· ·· ··· ·· ···· ·· ····· ··· ·· ···· ·· ··· ····· ·· ···· ··· ·· ····· ·· ··· ···· ·· ··· ····· ··· ·· ···· ·· ····· ··· ·· ···· ·· ··· ·· ···· ·· ····· ··· ·· ···· ·· ··· ····· ·· ···· ··· ·· ····· ·· ··· ···· ·· ··· ····· ··· ·· ···· ·· ····· ··· ·· ···· ·· ··· ·· ···· ·· ····· ···: [454, 200, 666, 446]
- canadian-heading: CANADIAN-AUSTRALASIAN R.M. LINE.: [897, 1005, 993, 1021]
- column-public-notices: [564, 455, 666, 1115]
- union-subject: Subject to alteration without notice.: [899, 92, 991, 100]
- body-text: ··· ·· ···· ·· ····· ··· ·· ···· ·· ··· ····· ·· ···· ··· ·· ····· ·· ··· ···· ·· ··· ····· ··· ·· ···· ·· ····· ··· ·· ···· ·· ··· ·· ···· ·· ····· ··· ·· ···· ·· ··· ····· ·· ···· ··· ·· ····· ·· ··· ···· ··: [564, 1076, 666, 1112]
- ferry-heading: EASTBOURNE FERRY SERVICE.: [239, 1271, 331, 1290]
- banks-heading: BANKS COMMERCIAL COLLEGE,: [787, 311, 883, 330]
- byline: (By Glencoe.): [48, 936, 84, 944]
- wireless-heading: "STUDY WIRELESS IN 1920": [787, 1581, 883, 1590]
- column-rule: [780, 54, 781, 1754]
- sydney-heading: FOR SYDNEY, HOBART.: [905, 570, 985, 579]
- body-text: ··· ·· ···· ·· ····· ··· ·· ···· ·· ··· ····· ·· ···· ··· ·· ····· ·· ··· ···· ·· ··· ····· ··· ·· ···· ·· ····· ··· ·· ···· ·· ··· ·· ···· ·· ····· ··· ·· ···· ·· ··· ····· ·· ···· ··· ·· ····· ·· ··· ···· ·· ··· ····· ··· ·· ···· ·· ····· ··· ·· ···· ·· ··· ·· ···· ·· ····· ··· ·· ···· ·· ··· ····· ·· ···· ··· ·· ····· ·· ··· ···· ·· ··· ····· ··· ·· ···· ·· ····· ··· ·· ···· ·· ··· ·· ···· ·· ····· ··· ·· ···· ·· ··· ····· ·· ···· ··· ·· ····· ·· ··· ···· ·· ··· ····· ··· ·· ···· ·· ····· ··· ·· ···· ··: [894, 476, 996, 570]
- allred-heading: THE "ALL-RED" ROUTE.: [902, 996, 988, 1005]
- heading: THIRD DAY'S ACCEPTANCES.: [149, 1574, 203, 1591]
- plymouth-heading: FOR NEW PLYMOUTH.: [906, 675, 984, 684]
- column-shipping-1: [894, 54, 996, 1754]
- section-amusements: AMUSEMENTS.: [234, 54, 336, 65]
- parents-heading: PARENTS AND PROSPECTIVE STUDENTS ARE NOTIFIED THAT GILBY'S COLLEGE: [784, 736, 886, 759]
- sporting-footer: [454, 1368, 776, 1379]
- concert-date: SATURDAY, JANUARY 10.: [462, 499, 548, 508]
- westport-heading: FOR WESTPORT.: [916, 353, 974, 362]
- heading: SCRATCHINGS FOR INVERCARGILL CUP.: [29, 811, 103, 827]
- ad-subtitle: WILLIAMSON GRAND OPERA SEASON!: [247, 135, 323, 151]
- nsw-heading: N.S.W. STATE ORCHESTRA.: [568, 469, 662, 478]
- sporting-days: THURSDAY (New Year's Day) and FRIDAY, JANUARY 1 and 2,: [457, 1298, 773, 1329]
- sporting-racing: FIRST-CLASS RACING.: [650, 1351, 728, 1360]
- dateline: Auckland, December 30.: [34, 93, 98, 101]
- body-text: ··· ·· ···· ·· ····· ··· ·· ···· ·· ··· ····· ·· ···· ··· ·· ····· ·· ··· ···· ·· ··· ····· ··· ·· ···· ·· ····· ··· ·· ···· ·· ··· ·· ···· ·· ····· ··· ·· ···· ·· ··· ····· ·· ···· ··· ·· ····· ·· ··· ···· ·· ··· ····· ··· ·· ···· ·· ····· ··· ·· ···· ·· ··· ·· ···· ·· ····· ··· ·· ···· ·· ··· ····· ·· ···· ··· ·· ····· ·· ··· ···· ·· ··· ····· ··· ·· ···· ·· ····· ··· ·· ···· ·· ··· ·· ···· ·· ····· ··· ·· ···· ·· ··· ····· ·· ···· ··· ·· ····· ·· ··· ···· ·· ··· ····· ··· ·· ···· ·· ····· ··· ·· ···· ··: [894, 364, 996, 458]
- ad-line: BRINSMEAD ROGERS COLLIER: [357, 1737, 433, 1754]
- section-public: PUBLIC NOTICES.: [564, 455, 666, 466]
- concert-recitals: FOUR VIOLIN RECITALS.: [462, 508, 548, 517]
- sporting-fields: GOOD FIELDS.: [502, 1342, 553, 1351]
- column-educational: [784, 54, 886, 1754]
- section-shipping: SHIPPING NOTICES.: [1004, 54, 1100, 65]
- concert-artist: DAISY KENNEDY.: [471, 518, 539, 549]
- masthead: [14, 14, 1100, 48]
- sporting-course: ON MARTON COURSE (Adjoining Marton Railway Station).: [521, 1329, 709, 1338]
- body-text: ··· ·· ···· ·· ····· ··· ·· ···· ·· ··· ····· ·· ···· ··· ·· ····· ·· ··· ···· ·· ··· ····· ··· ·· ···· ·· ····· ··· ·· ···· ·· ··· ·· ···· ·· ····· ··· ·· ···· ·· ··· ····· ·· ···· ··· ·· ····· ·· ··· ···· ·· ··· ····· ··· ·· ···· ·· ····· ··· ·· ···· ·· ··· ·· ···· ·· ····· ··· ·· ···· ·· ··· ····· ·· ···· ··· ·· ····· ·· ··· ···· ·· ··· ····· ··· ·· ···· ·· ····· ··· ·· ···· ·· ··· ·· ···· ·· ····· ··· ·· ···· ·· ··· ····· ·· ···· ··· ·· ····· ·· ··· ···· ·· ··· ····· ··· ·· ···· ·· ····· ··· ·· ···· ·· ··· ·· ···· ·· ····· ··· ·· ···· ·· ··· ····· ·· ···· ··· ·· ····· ·· ··· ···· ·· ··· ····· ···: [1004, 1649, 1100, 1754]
- body-text: ··· ·· ···· ·· ····· ··· ·· ···· ·· ··· ····· ·· ···· ··· ·· ····· ·· ··· ···· ·· ··· ····· ··· ·· ···· ·· ····· ··· ·· ···· ·· ··· ·· ···· ·· ····· ··· ·· ···· ·· ··· ····· ·· ···· ··· ·· ····· ·· ··· ···· ·· ··· ····· ··· ·· ···· ·· ····· ··· ·· ···· ·· ··· ·· ···· ·· ····· ··· ·· ···· ·· ··· ····· ·· ···· ··· ·· ····· ·· ··· ···· ·· ··· ····· ··· ·· ···· ·· ····· ··· ·· ···· ·· ··· ·· ···· ·· ····· ··· ·· ···· ·· ··· ····· ·· ···· ··· ·· ····· ·· ··· ···· ·· ··· ····· ··· ·· ···· ·· ····· ··· ·· ···· ·· ··· ·· ···· ·· ····· ··· ·· ···· ·· ··· ····· ·· ···· ··· ·· ····· ·· ··· ···· ·· ··· ····· ··· ·· ···· ·· ····· ··· ·· ···· ·· ··· ·· ···· ·· ····· ··· ·· ···· ·· ··· ····· ·· ···· ··· ·· ····· ·· ··· ···· ·· ··· ····· ··· ·· ···· ·· ····· ··· ·· ···· ·· ··· ·· ···· ·· ····· ··· ·· ···· ·· ··· ····· ·· ···· ··· ·· ····· ·· ··· ···· ·· ··· ····· ··· ·· ···· ·· ····· ··· ·· ···· ·· ··· ·· ···· ·· ····· ··· ·· ···· ·· ··· ····· ·· ···· ··· ·· ····· ·· ··· ···· ·· ··· ····· ··· ·· ···· ·· ····· ··· ·· ···· ·· ··· ·· ···· ·· ····· ··· ·· ···· ·· ··· ····· ·· ···· ··· ·· ····· ·· ··· ···· ·· ··· ····· ··· ·· ···· ·· ····· ··· ·· ···· ·· ··· ·· ···· ·· ····· ··· ·· ···· ·· ··· ····· ·· ···· ··· ·· ····· ·· ··· ···· ·· ··· ····· ··· ·· ···· ·· ····· ··· ·· ···· ·· ··· ·· ···· ·· ····· ··· ·· ···· ·· ··· ····· ·· ···· ··· ·· ····· ·· ··· ···· ·· ··· ····· ··· ·· ···· ·· ····· ··· ·· ···· ·· ··· ·· ···· ·· ····· ··· ·· ···· ·· ··· ····· ·· ···· ··· ·· ····· ·· ··· ···· ·· ··· ····· ··· ·· ···· ·· ····· ··· ·· ···· ·· ··· ·· ···· ·· ····· ··· ·· ···· ·· ··· ····· ·· ···· ··· ·· ····· ·· ··· ···· ·· ··· ····· ··· ·· ···· ·· ····· ··· ·· ···· ·· ··· ·· ···· ·· ····· ··· ·· ···· ·· ··· ····· ·· ···· ··· ·· ····· ·· ··· ···· ·· ··· ····· ··· ·· ···· ·· ····· ··· ·· ···· ·· ··· ·· ···· ·· ····· ··· ·· ···· ·· ··· ····· ·· ···· ··· ·· ····· ·· ··· ···· ·· ··· ····· ··· ·· ···· ·· ····· ··· ·· ···· ·· ··· ·· ···· ·· ····· ··· ·· ···· ·· ··· ····· ·· ···· ··· ·· ····· ·· ··· ···· ·· ··· ····· ··· ·· ···· ·· ····· ··· ·· ···· ·· ··· ·· ···· ·· ····· ··· ·· ···· ·· ··· ····· ·· ···· ··· ·· ····· ·· ··· ···· ·· ··· ····· ··· ·· ···· ·· ····· ··· ·· ···· ·· ··· ·· ···· ·· ····· ··· ·· ···· ·· ··· ····· ·· ···· ··· ·· ····· ·· ··· ···· ·· ··· ····· ··· ·· ···· ·· ····· ··· ·· ···· ·· ··· ·· ···· ·· ····· ··· ·· ···· ·· ··· ····· ·· ···· ··· ·· ····· ·· ··· ···· ·· ··· ····· ··· ·· ···· ·· ····· ··· ·· ···· ·· ··· ·· ···· ·· ····· ··· ·· ···· ·· ··· ····· ·· ···· ··· ·· ····· ·· ··· ···· ·· ··· ····· ··· ·· ···· ·· ····· ··· ·· ···· ·· ··· ·· ···· ·· ····· ··· ·· ···· ·· ··· ····· ·· ···· ··· ·· ····· ·· ··· ···· ·· ··· ····· ··· ·· ···· ·· ····· ··· ·· ···· ·· ··· ·· ···· ·· ····· ··· ·· ···· ·· ··· ····· ·· ···· ··· ·· ····· ·· ··· ···· ·· ··· ····· ··· ·· ···· ·· ····· ··· ·· ···· ·· ··· ·· ···· ·· ····· ··· ·· ···· ·· ··· ····· ·· ···· ··· ·· ····· ·· ··· ···· ·· ··· ····· ··· ·· ···· ·· ····· ··· ·· ···· ·· ··· ·· ···· ·· ····· ··· ·· ···· ·· ··· ····· ·· ···· ··· ·· ····· ·· ··· ···· ·· ··· ····· ··· ·· ···· ·· ····· ··· ·· ···· ·· ··· ·· ···· ·· ····· ··· ·· ···· ·· ··· ····· ·· ···· ··· ·· ····· ·· ··· ···· ·· ··· ····· ··· ·· ···· ·· ····· ··· ·· ···· ·· ··· ·· ···· ·· ····· ··· ·· ···· ·· ··· ····· ·· ···· ··· ·· ····· ·· ··· ···· ··: [454, 560, 556, 1115]
- gala-points: THE MAIN POINTS TO REMEMBER:: [499, 190, 621, 199]
- column-rule: [450, 54, 451, 1754]
- ad-opera: "LA BOHEME": [238, 161, 332, 177]
- sporting-held: TO BE HELD ON: [587, 1288, 643, 1297]
- gala-title: VICTORY GALA.: [457, 69, 663, 95]
- classes-heading: MORNING, AFTERNOON, & EVENING CLASSES.: [788, 571, 882, 587]
- ferry-sub: NEW YEAR TIME-TABLE.: [242, 1307, 328, 1316]
- column-turf: [14, 54, 118, 1754]
- union-heading: UNION STEAM SHIP COMPANY OF NEW ZEALAND, LIMITED.: [909, 68, 981, 91]
- gala-days: THREE DAYS AND NIGHTS OF THE BEST.: [490, 174, 630, 182]
- wanganui-heading: FOR WANGANUI.: [1023, 1277, 1081, 1286]
- section-amusements: AMUSEMENTS.: [454, 455, 556, 466]
- ad-line: TO-NIGHT AT 8 SHARP.: [246, 151, 324, 160]
- body-text: ··· ·· ···· ·· ····· ··· ·· ···· ·· ··· ····· ·· ···· ··· ·· ····· ·· ··· ···· ·· ··· ····· ··· ·· ···· ·· ····· ··· ·· ···· ·· ··· ·· ···· ·· ····· ··· ·· ···· ·· ··· ····· ·· ···· ··· ·· ····· ·· ··· ···· ·· ··· ····· ··· ·· ···· ·· ····· ··· ·· ···· ·· ··· ·· ···· ·· ····· ··· ·· ···· ·· ··· ····· ·· ···· ··· ·· ····· ·· ··· ···· ·· ··· ····· ··· ·· ···· ·· ····· ··· ·· ···· ·· ··· ·· ···· ·· ····· ··· ·· ···· ·· ··· ····· ·· ···· ··· ·· ····· ·· ··· ···· ·· ··· ····· ··· ·· ···· ·· ····· ··· ·· ···· ·· ··· ·· ···· ·· ····· ··· ·· ···· ·· ··· ····· ·· ···· ··· ·· ····· ·· ··· ···· ·· ··· ····· ··· ·· ···· ·· ····· ··· ·· ···· ·· ··· ·· ···· ·· ····· ··· ·· ···· ·· ··· ····· ·· ···· ··· ·· ····· ·· ··· ···· ·· ··· ····· ··· ·· ···· ·· ····· ··· ·· ···· ··: [1004, 1288, 1100, 1425]
- column-rule: [122, 54, 123, 1754]
- advert-grand-opera: [234, 108, 336, 1253]
- gala-subtitle: (VENETIAN CONFETTI CARNIVAL.): [487, 96, 633, 126]
- divider: [14, 919, 118, 920]
- gala-location: LYALL BAY.: [470, 126, 650, 159]
- body-text: ··· ·· ···· ·· ····· ··· ·· ···· ·· ··· ····· ·· ···· ··· ·· ····· ·· ··· ···· ·· ··· ····· ··· ·· ···· ·· ····· ··· ·· ···· ·· ··· ·· ···· ·· ····· ··· ·· ···· ·· ··· ····· ·· ···· ··· ·· ····· ·· ··· ···· ·· ··· ····· ··· ·· ···· ·· ····· ··· ·· ···· ·· ··· ·· ···· ·· ····· ··· ·· ···· ·· ··· ····· ·· ···· ··· ·· ····· ·· ··· ···· ·· ··· ····· ··· ·· ···· ·· ····· ··· ·· ···· ·· ··· ·· ···· ·· ····· ··· ·· ···· ·· ··· ····· ·· ···· ··· ·· ····· ·· ··· ···· ·· ··· ····· ··· ·· ···· ·· ····· ··· ·· ···· ·· ··· ·· ···· ·· ····· ··· ·· ···· ·· ··· ····· ·· ···· ··· ·· ····· ·· ··· ···· ·· ··· ····· ··· ·· ···· ·· ····· ··· ·· ···· ·· ··· ·· ···· ·· ····· ··· ·· ···· ·· ··· ····· ·· ···· ··· ·· ····· ·· ··· ···· ·· ··· ····· ··· ·· ···· ·· ····· ··· ·· ···· ·· ··· ·· ···· ·· ····· ··· ·· ···· ·· ··· ····· ·· ···· ··· ·· ····· ·· ··· ···· ·· ··· ····· ··· ·· ···· ·· ····· ··· ·· ···· ·· ··· ·· ···· ·· ····· ··· ·· ···· ·· ··· ····· ·· ···· ··· ·· ····· ·· ··· ···· ··: [784, 1591, 886, 1754]
- horse-racing-illustration: [454, 1140, 776, 1200]
- column-amusements-2: [344, 54, 446, 1754]
- advert-victory-gala: [454, 68, 666, 448]
- body-text: ··· ·· ···· ·· ····· ··· ·· ···· ·· ··· ····· ·· ···· ··· ·· ····· ·· ··· ···· ·· ··· ····· ··· ·· ···· ·· ····· ··· ·· ···· ·· ··· ·· ···· ·· ····· ··· ·· ···· ·· ··· ····· ·· ···· ··· ·· ····· ·· ··· ···· ·· ··· ····· ··· ·· ···· ·· ····· ··· ·· ···· ·· ··· ·· ···· ·· ····· ··· ·· ···· ·· ··· ····· ·· ···· ··· ·· ····· ·· ··· ···· ·· ··· ····· ··· ·· ···· ·· ····· ··· ·· ···· ·· ··· ·· ···· ·· ····· ··· ·· ···· ·· ··· ····· ·· ···· ··· ·· ····· ·· ··· ···· ·· ··· ····· ··· ·· ···· ·· ····· ··· ·· ···· ·· ··· ·· ···· ·· ····· ··· ·· ···· ·· ··· ····· ·· ···· ··· ·· ····· ·· ··· ···· ·· ··· ····· ··· ·· ···· ·· ····· ··· ·· ···· ·· ··· ·· ···· ·· ····· ··· ·· ···· ·· ··· ····· ·· ···· ··· ·· ····· ·· ··· ···· ·· ··· ····· ··· ·· ···· ·· ····· ··· ·· ···· ·· ··· ·· ···· ·· ····· ··· ·· ···· ·· ··· ····· ·· ···· ··· ·· ····· ·· ··· ···· ·· ··· ····· ··· ·· ···· ·· ····· ··· ·· ···· ·· ··· ·· ···· ·· ····· ··· ·· ···· ·· ··· ····· ·· ···· ··· ·· ····· ·· ··· ···· ·· ··· ····· ··· ·· ···· ·· ····· ··· ·· ···· ··: [1004, 1443, 1100, 1631]
- body-text: ··· ·· ···· ·· ····· ··· ·· ···· ·· ··· ····· ·· ···· ··· ·· ····· ·· ··· ···· ·· ··· ····· ··· ·· ···· ·· ····· ··· ·· ···· ·· ··· ·· ···· ·· ····· ··· ·· ···· ·· ··· ····· ·· ···· ··· ·· ····· ·· ··· ···· ·· ··· ····· ··· ·· ···· ·· ····· ··· ·· ···· ·· ··· ·· ···· ·· ····· ··· ·· ···· ·· ··· ····· ·· ···· ··· ·· ····· ·· ··· ···· ·· ··· ····· ··· ·· ···· ·· ····· ··· ·· ···· ·· ··· ·· ···· ·· ····· ··· ·· ···· ·· ··· ····· ·· ···· ··· ·· ····· ·· ··· ···· ·· ··· ····· ··· ·· ···· ·· ····· ··· ·· ···· ·· ··· ·· ···· ·· ····· ··· ·· ···· ·· ··· ····· ·· ···· ··· ·· ····· ·· ··· ···· ·· ··· ····· ··· ·· ···· ·· ····· ··· ·· ···· ·· ··· ·· ···· ·· ····· ··· ·· ···· ·· ··· ····· ·· ···· ··· ·· ····· ·· ··· ···· ·· ··· ····· ··· ·· ···· ·· ····· ··· ·· ···· ·· ··· ·· ···· ·· ····· ··· ·· ···· ·· ··· ····· ·· ···· ··· ·· ····· ·· ··· ···· ·· ··· ····· ··· ·· ···· ·· ····· ··· ·· ···· ·· ··· ·· ···· ·· ····· ··· ·· ···· ·· ··· ····· ·· ···· ··· ·· ····· ·· ··· ···· ·· ··· ····· ··· ·· ···· ·· ····· ··· ·· ···· ·· ··· ·· ···· ·· ····· ··· ·· ···· ·· ··· ····· ·· ···· ··· ·· ····· ·· ··· ···· ·· ··· ····· ··· ·· ···· ·· ····· ··· ·· ···· ·· ··· ·· ···· ·· ····· ··· ·· ···· ·· ··· ····· ·· ···· ··· ·· ····· ·· ··· ···· ·· ··· ····· ··· ·· ···· ·· ····· ··· ·· ···· ·· ··· ·· ···· ·· ····· ··· ·· ···· ·· ··· ····· ·· ···· ··· ·· ····· ·· ··· ···· ·· ··· ····· ··· ·· ···· ·· ····· ··· ·· ···· ·· ··· ·· ···· ·· ····· ··· ·· ···· ·· ··· ····· ·· ···· ··· ·· ····· ·· ··· ···· ·· ··· ····· ··· ·· ···· ·· ····· ··· ·· ···· ·· ··· ·· ···· ·· ····· ··· ·· ···· ·· ··· ····· ·· ···· ··· ·· ····· ·· ··· ···· ·· ··· ····· ··· ·· ···· ·· ····· ··· ·· ···· ·· ··· ·· ···· ·· ····· ··· ·· ···· ·· ··· ····· ·· ···· ··· ·· ····· ·· ··· ···· ·· ··· ····· ··· ·· ···· ·· ····· ··· ·· ···· ·· ··· ·· ···· ·· ····· ··· ·· ···· ·· ··· ····· ·· ···· ··· ·· ····· ·· ··· ···· ·· ··· ····· ··· ·· ···· ·· ····· ··· ·· ···· ·· ··· ·· ···· ·· ····· ··· ·· ···· ·· ··· ····· ·· ···· ··· ·· ····· ·· ··· ···· ·· ··· ····· ··· ·· ···· ·· ····· ··· ·· ···· ·· ··· ·· ···· ·· ····· ··· ·· ···· ·· ··· ····· ·· ···· ··· ·· ····· ·· ··· ···· ·· ··· ····· ··· ·· ···· ·· ····· ··· ·· ···· ·· ··· ·· ···· ·· ····· ··· ·· ···· ·· ··· ····· ·· ···· ··· ·· ····· ·· ··· ···· ·· ··· ····· ··· ·· ···· ·· ····· ··· ·· ···· ·· ··· ·· ···· ·· ····· ··· ·· ···· ·· ··· ····· ·· ···· ··· ·· ····· ·· ··· ···· ·· ··· ····· ··· ·· ···· ·· ····· ··· ·· ···· ·· ··· ·· ···· ·· ····· ··· ·· ···· ·· ··· ····· ·· ···· ··· ·· ····· ·· ··· ···· ·· ··· ····· ··· ·· ···· ·· ····· ··· ·· ···· ·· ··· ·· ···· ·· ····· ··· ·· ···· ·· ··· ····· ·· ···· ··· ·· ····· ·· ··· ···· ·· ··· ····· ··· ·· ···· ·· ····· ··· ·· ···· ·· ··· ·· ···· ·· ····· ··· ·· ···· ·· ··· ····· ·· ···· ··· ·· ····· ·· ··· ···· ·· ··· ····· ··· ·· ···· ·· ····· ··· ·· ···· ·· ··· ·· ···· ·· ····· ··· ·· ···· ·· ··· ····· ·· ···· ··· ·· ····· ·· ··· ···· ·· ··· ····· ··· ·· ···· ·· ····· ··· ·· ···· ·· ··· ·· ···· ·· ····· ··· ·· ···· ·· ··· ····· ·· ···· ··· ·· ····· ·· ··· ···· ·· ··· ····· ··· ·· ···· ·· ····· ··· ·· ···· ··: [1004, 104, 1100, 652]
- column-amusements: [234, 54, 336, 1754]
- section-turf: THE TURF: [28, 57, 104, 73]
- column-rule: [230, 54, 231, 1754]
- sporting-secretary: ARTHUR WAY, Secretary.: [695, 1369, 776, 1378]
- body-text: ··· ·· ···· ·· ····· ··· ·· ···· ·· ··· ····· ·· ···· ··· ·· ····· ·· ··· ···· ·· ··· ····· ··· ·· ···· ·· ····· ··· ·· ···· ·· ··· ·· ···· ·· ····· ··· ·· ···· ·· ··· ····· ·· ···· ··· ·· ····· ·· ··· ···· ·· ··· ····· ··· ·· ···· ·· ····· ··· ·· ···· ·· ··· ·· ···· ·· ····· ··· ·· ···· ·· ··· ····· ·· ···· ··· ·· ····· ·· ··· ···· ·· ··· ····· ··· ·· ···· ·· ····· ··· ·· ···· ·· ··· ·· ···· ·· ····· ··· ·· ···· ·· ··· ····· ·· ···· ··· ·· ····· ·· ··· ···· ·· ··· ····· ··· ·· ···· ·· ····· ··· ·· ···· ·· ··· ·· ···· ·· ····· ··· ·· ···· ·· ··· ····· ·· ···· ··· ·· ····· ·· ··· ···· ·· ··· ····· ··· ·· ···· ·· ····· ··· ·· ···· ·· ··· ·· ···· ·· ····· ··· ·· ···· ·· ··· ····· ·· ···· ··· ·· ····· ·· ··· ···· ·· ··· ····· ··· ·· ···· ·· ····· ··· ·· ···· ·· ··· ·· ···· ·· ····· ··· ·· ···· ·· ··· ····· ·· ···· ··· ·· ····· ·· ··· ···· ·· ··· ····· ··· ·· ···· ·· ····· ··· ·· ···· ·· ··· ·· ···· ·· ····· ··· ·· ···· ·· ··· ····· ·· ···· ··· ·· ····· ·· ··· ···· ·· ··· ····· ··· ·· ···· ·· ····· ··· ·· ···· ·· ··· ·· ···· ·· ····· ··· ·· ···· ·· ··· ····· ·· ···· ··· ·· ····· ·· ··· ···· ·· ··· ····· ··· ·· ···· ·· ····· ··· ·· ···· ·· ··· ·· ···· ·· ····· ··· ·· ···· ·· ··· ····· ·· ···· ··· ·· ····· ·· ··· ···· ·· ··· ····· ··· ·· ···· ·· ····· ··· ·· ···· ·· ··· ·· ···· ·· ····· ··· ·· ···· ·· ··· ····· ·· ···· ··· ·· ····· ·· ··· ···· ·· ··· ····· ··· ·· ···· ·· ····· ··· ·· ···· ·· ··· ·· ···· ·· ····· ··· ·· ···· ·· ··· ····· ·· ···· ··· ·· ····· ·· ··· ···· ·· ··· ····· ··· ·· ···· ·· ····· ··· ·· ···· ·· ··· ·· ···· ·· ····· ··· ·· ···· ·· ··· ····· ·· ···· ··· ·· ····· ·· ··· ···· ·· ··· ····· ··· ·· ···· ·· ····· ··· ·· ···· ·· ··· ·· ···· ·· ····· ··· ·· ···· ·· ··· ····· ·· ···· ··· ·· ····· ·· ··· ···· ·· ··· ····· ··· ·· ···· ·· ····· ··· ·· ···· ··: [348, 1398, 442, 1737]
- column-rule: [1000, 54, 1001, 1754]
- body-text: ··· ·· ···· ·· ····· ··· ·· ···· ·· ··· ····· ·· ···· ··· ·· ····· ·· ··· ···· ·· ··· ····· ··· ·· ···· ·· ····· ··· ·· ···· ·· ··· ·· ···· ·· ····· ··· ·· ···· ·· ··· ····· ·· ···· ··· ·· ····· ·· ··· ···· ·· ··· ····· ··· ·· ···· ·· ····· ··· ·· ···· ·· ··· ·· ···· ·· ····· ··· ·· ···· ·· ··· ····· ·· ···· ··· ·· ····· ·· ··· ···· ·· ··· ····· ··· ·· ···· ·· ····· ··· ·· ···· ·· ··· ·· ···· ·· ····· ··· ·· ···· ·· ··· ····· ·· ···· ··· ·· ····· ·· ··· ···· ·· ··· ····· ··· ·· ···· ·· ····· ··· ·· ···· ·· ··· ·· ···· ·· ····· ··· ·· ···· ·· ··· ····· ·· ···· ··· ·· ····· ·· ··· ···· ·· ··· ····· ··· ·· ···· ·· ····· ··· ·· ···· ·· ··· ·· ···· ·· ····· ··· ·· ···· ·· ··· ····· ·· ···· ··· ·· ····· ·· ··· ···· ·· ··· ····· ··· ·· ···· ·· ····· ··· ·· ···· ·· ··· ·· ···· ·· ····· ··· ·· ···· ·· ··· ····· ·· ···· ··· ·· ····· ·· ··· ···· ·· ··· ····· ··· ·· ···· ·· ····· ··· ·· ···· ·· ··· ·· ···· ·· ····· ··· ·· ···· ·· ··· ····· ·· ···· ··· ·· ····· ·· ··· ···· ·· ··· ····· ··· ·· ···· ·· ····· ··· ·· ···· ·· ··· ·· ···· ·· ····· ··· ·· ···· ·· ··· ····· ·· ···· ··· ·· ····· ·· ··· ···· ·· ··· ····· ··· ·· ···· ·· ····· ··· ·· ···· ·· ··· ·· ···· ·· ····· ··· ·· ···· ·· ··· ····· ·· ···· ··· ·· ····· ·· ··· ···· ·· ··· ····· ··· ·· ···· ·· ····· ··· ·· ···· ·· ··· ·· ···· ·· ····· ··· ·· ···· ·· ··· ····· ·· ···· ··· ·· ····· ·· ··· ···· ·· ··· ····· ··· ·· ···· ·· ····· ··· ·· ···· ·· ··· ·· ···· ·· ····· ··· ·· ···· ·· ··· ····· ·· ···· ··· ·· ····· ·· ··· ···· ·· ··· ····· ··· ·· ···· ·· ····· ··· ·· ···· ·· ··· ·· ···· ·· ····· ··· ·· ···· ·· ··· ····· ·· ···· ··· ·· ····· ·· ··· ···· ·· ··· ····· ··· ·· ···· ·· ····· ··· ·· ···· ·· ··· ·· ···· ·· ····· ··· ·· ···· ·· ··· ····· ·· ···· ··· ·· ····· ·· ··· ···· ·· ··· ····· ··· ·· ···· ·· ····· ··· ·· ···· ·· ··· ·· ···· ·· ····· ··· ·· ···· ·· ··· ····· ·· ···· ··· ·· ····· ·· ··· ···· ·· ··· ····· ··· ·· ···· ·· ····· ··· ·· ···· ·· ··· ·· ···· ·· ····· ··· ·· ···· ·· ··· ····· ·· ···· ··· ·· ····· ·· ··· ···· ·· ··· ····· ··· ·· ···· ·· ····· ··· ·· ···· ·· ··· ·· ···· ·· ····· ··· ·· ···· ·· ··· ····· ·· ···· ··· ·· ····· ·· ··· ···· ·· ··· ····· ··· ·· ···· ·· ····· ··· ·· ···· ·· ··· ·· ···· ·· ····· ··· ·· ···· ·· ··· ····· ·· ···· ··· ·· ····· ·· ··· ···· ·· ··· ····· ··· ·· ···· ·· ····· ··· ·· ···· ·· ··· ·· ···· ·· ····· ··· ·· ···· ·· ··· ····· ·· ···· ··· ·· ····· ·· ··· ···· ·· ··· ····· ··· ·· ···· ·· ····· ··· ·· ···· ·· ··· ·· ···· ·· ····· ··· ·· ···· ·· ··· ····· ·· ···· ··· ·· ····· ·· ··· ···· ·· ··· ····· ··· ·· ···· ·· ····· ··· ·· ···· ·· ··· ·· ···· ·· ····· ··· ·· ···· ·· ··· ····· ·· ···· ··· ·· ····· ·· ··· ···· ·· ··· ····· ··· ·· ···· ·· ····· ··· ·· ···· ·· ··· ·· ···· ·· ····· ··· ·· ···· ·· ··· ····· ·· ···· ··· ·· ····· ·· ··· ···· ·· ··· ····· ··· ·· ···· ·· ····· ··· ·· ···· ·· ··· ·· ···· ·· ····· ··· ·· ···· ·· ··· ····· ·· ···· ··· ·· ····· ·· ··· ···· ·· ··· ····· ··· ·· ···· ·· ····· ··· ·· ···· ·· ··· ·· ···· ·· ····· ··· ·· ···· ·· ··· ····· ·· ···· ··· ·· ····· ·· ··· ···· ·· ··· ····· ··· ·· ···· ·· ····· ··· ·· ···· ·· ··· ·· ···· ·· ····· ··· ·· ···· ·· ··· ····· ·· ···· ··· ·· ····· ·· ··· ···· ·· ··· ····· ··· ·· ···· ·· ····· ··· ·· ···· ·· ··· ·· ···· ·· ····· ··· ·· ···· ·· ··· ····· ·· ···· ··· ·· ····· ·· ··· ···· ·· ··· ····· ··· ·· ···· ·· ····· ··· ·· ···· ··: [14, 100, 118, 663]
- sporting-racing: FIRST-CLASS RACING.: [650, 1342, 728, 1351]
- holidays-heading: HOLIDAYS.: [595, 1065, 635, 1074]
- body-text: ··· ·· ···· ·· ····· ··· ·· ···· ·· ··· ····· ·· ···· ··· ·· ····· ·· ··· ···· ·· ··· ····· ··· ·· ···· ·· ····· ··· ·· ···· ·· ··· ·· ···· ·· ····· ··· ·· ···· ·· ··· ····· ·· ···· ··· ·· ····· ·· ··· ···· ·· ··· ····· ··· ·· ···· ·· ····· ··· ·· ···· ·· ··· ·· ···· ·· ····· ··· ·· ···· ·· ··· ····· ·· ···· ··· ·· ····· ·· ··· ···· ·· ··· ····· ··· ·· ···· ·· ····· ··· ·· ···· ·· ··· ·· ···· ·· ····· ··· ·· ···· ·· ··· ····· ·· ···· ··· ·· ····· ·· ··· ···· ·· ··· ····· ··· ·· ···· ·· ····· ··· ·· ···· ·· ··· ·· ···· ·· ····· ··· ·· ···· ·· ··· ····· ·· ···· ··· ·· ····· ·· ··· ···· ·· ··· ····· ··· ·· ···· ·· ····· ··· ·· ···· ·· ··· ·· ···· ·· ····· ··· ·· ···· ·· ··· ····· ·· ···· ··· ·· ····· ·· ··· ···· ·· ··· ····· ··· ·· ···· ·· ····· ··· ·· ···· ·· ··· ·· ···· ·· ····· ··· ·· ···· ·· ··· ····· ·· ···· ··· ·· ····· ·· ··· ···· ·· ··· ····· ··· ·· ···· ·· ····· ··· ·· ···· ·· ··· ·· ···· ·· ····· ··· ·· ···· ·· ··· ····· ·· ···· ··· ·· ····· ·· ··· ···· ·· ··· ····· ··· ·· ···· ·· ····· ··· ·· ···· ·· ··· ·· ···· ·· ····· ··· ·· ···· ·· ··· ····· ·· ···· ··· ·· ····· ·· ··· ···· ·· ··· ····· ··· ·· ···· ·· ····· ··· ·· ···· ·· ··· ·· ···· ·· ····· ··· ·· ···· ·· ··· ····· ·· ···· ··· ·· ····· ·· ··· ···· ·· ··· ····· ··· ·· ···· ·· ····· ··· ·· ···· ·· ··· ·· ···· ·· ····· ··· ·· ···· ·· ··· ····· ·· ···· ··· ·· ····· ·· ··· ···· ·· ··· ····· ··· ·· ···· ·· ····· ··· ·· ···· ·· ··· ·· ···· ·· ····· ··· ·· ···· ·· ··· ····· ·· ···· ··· ·· ····· ·· ··· ···· ·· ··· ····· ··· ·· ···· ·· ····· ··· ·· ···· ·· ··· ·· ···· ·· ····· ··· ·· ···· ·· ··· ····· ·· ···· ··· ·· ····· ·· ··· ···· ·· ··· ····· ··· ·· ···· ·· ····· ··· ·· ···· ·· ··· ·· ···· ·· ····· ··· ·· ···· ·· ··· ····· ·· ···· ··· ·· ····· ·· ··· ···· ·· ··· ····· ··· ·· ···· ·· ····· ··· ·· ···· ·· ··· ·· ···· ·· ····· ··· ·· ···· ·· ··· ····· ·· ···· ··· ·· ····· ·· ··· ···· ·· ··· ····· ··· ·· ···· ·· ····· ··· ·· ···· ·· ··· ·· ···· ·· ····· ··· ·· ···· ·· ··· ····· ·· ···· ··· ·· ····· ·· ··· ···· ·· ··· ····· ··· ·· ···· ·· ····· ··· ·· ···· ·· ··· ·· ···· ·· ····· ··· ·· ···· ·· ··· ····· ·· ···· ··· ·· ····· ·· ··· ···· ·· ··· ····· ··· ·· ···· ·· ····· ··· ·· ···· ·· ··· ·· ···· ·· ····· ··· ·· ···· ·· ··· ····· ·· ···· ··· ·· ····· ·· ··· ···· ·· ··· ····· ··· ·· ···· ·· ····· ··· ·· ···· ·· ··· ·· ···· ·· ····· ··· ·· ···· ·· ··· ····· ·· ···· ··· ·· ····· ·· ··· ···· ·· ··· ····· ··· ·· ···· ·· ····· ··· ·· ···· ·· ··· ·· ···· ·· ····· ··· ·· ···· ·· ··· ····· ·· ···· ··· ·· ····· ·· ··· ···· ·· ··· ····· ··· ·· ···· ·· ····· ··· ·· ···· ·· ··· ·· ···· ·· ····· ··· ·· ···· ·· ··· ····· ·· ···· ··· ·· ····· ·· ··· ···· ·· ··· ····· ··· ·· ···· ·· ····· ··· ·· ···· ·· ··· ·· ···· ·· ····· ··· ·· ···· ·· ··· ····· ·· ···· ··· ·· ····· ·· ··· ···· ·· ··· ····· ··· ·· ···· ·· ····· ··· ·· ···· ·· ··· ·· ···· ·· ····· ··· ·· ···· ·· ··· ····· ·· ···· ··· ·· ····· ·· ··· ···· ·· ··· ····· ··· ·· ···· ·· ····· ··· ·· ···· ·· ··· ·· ···· ·· ····· ··· ·· ···· ·· ··· ····· ·· ···· ··· ·· ····· ·· ··· ···· ·· ··· ····· ··· ·· ···· ·· ····· ··· ·· ···· ·· ··· ·· ···· ·· ····· ··· ·· ···· ·· ··· ····· ·· ···· ··· ·· ····· ·· ··· ···· ·· ··· ····· ··· ·· ···· ·· ····· ··· ·· ···· ·· ··· ·· ···· ·· ····· ··· ·· ···· ·· ··· ····· ·· ···· ··· ·· ····· ·· ··· ···· ·· ··· ····· ··· ·· ···· ·· ····· ··· ·· ···· ·· ··· ·· ···· ·· ····· ··· ·· ···· ·· ··· ····· ·· ···· ··· ·· ····· ·· ··· ···· ·· ··· ····· ··· ·· ···· ·· ····· ··· ·· ···· ·· ··· ·· ···· ·· ····· ··· ·· ···· ·· ··· ····· ·· ···· ··· ·· ····· ·· ··· ···· ·· ··· ····· ··· ·· ···· ·· ····· ··· ·· ···· ·· ··· ·· ···· ·· ····· ··· ·· ···· ·· ··· ····· ·· ···· ··· ·· ····· ·· ··· ···· ·· ··· ····· ··· ·· ···· ·· ····· ··· ·· ···· ·· ··· ·· ···· ·· ····· ··· ·· ···· ·· ··· ····· ·· ···· ··· ·· ····· ·· ··· ···· ·· ··· ····· ··· ·· ···· ·· ····· ··· ·· ···· ··: [894, 1023, 996, 1679]
- body-text: ··· ·· ···· ·· ····· ··· ·· ···· ·· ··· ····· ·· ···· ··· ·· ····· ·· ··· ···· ·· ··· ····· ··· ·· ···· ·· ····· ··· ·· ···· ·· ··· ·· ···· ·· ····· ··· ·· ···· ·· ··· ····· ·· ···· ··· ·· ····· ·· ··· ···· ·· ··· ····· ··· ·· ···· ·· ····· ··· ·· ···· ·· ··· ·· ···· ·· ····· ··· ·· ···· ·· ··· ····· ·· ···· ··· ·· ····· ·· ··· ···· ·· ··· ····· ··· ·· ···· ·· ····· ··· ·· ···· ·· ··· ·· ···· ·· ····· ··· ·· ···· ·· ··· ····· ·· ···· ··· ·· ····· ·· ··· ···· ·· ··· ····· ··· ·· ···· ·· ····· ··· ·· ···· ··: [14, 828, 118, 916]
- heading: AUCKLAND ACCEPTANCES.: [18, 76, 114, 84]
- column-shipping-2: [1004, 54, 1100, 1754]
- amos-signature: H. AMOS, Managing Director.: [795, 727, 875, 735]
- body-text: ··· ·· ···· ·· ····· ··· ·· ···· ·· ··· ····· ·· ···· ··· ·· ····· ·· ··· ···· ·· ··· ····· ··· ·· ···· ·· ····· ··· ·· ···· ·· ··· ·· ···· ·· ····· ··· ·· ···· ·· ··· ····· ·· ···· ··· ·· ····· ·· ··· ···· ·· ··· ····· ··· ·· ···· ·· ····· ··· ·· ···· ·· ··· ·· ···· ·· ····· ··· ·· ···· ·· ··· ····· ·· ···· ··· ·· ····· ·· ··· ···· ·· ··· ····· ··· ·· ···· ·· ····· ··· ·· ···· ·· ··· ·· ···· ·· ····· ··· ·· ···· ·· ··· ····· ·· ···· ··· ·· ····· ·· ··· ···· ·· ··· ····· ··· ·· ···· ·· ····· ··· ·· ···· ·· ··· ·· ···· ·· ····· ··· ·· ···· ·· ··· ····· ·· ···· ··· ·· ····· ·· ··· ···· ·· ··· ····· ··· ·· ···· ·· ····· ··· ·· ···· ·· ··· ·· ···· ·· ····· ··· ·· ···· ·· ··· ····· ·· ···· ··· ·· ····· ·· ··· ···· ·· ··· ····· ··· ·· ···· ·· ····· ··· ·· ···· ·· ··· ·· ···· ·· ····· ··· ·· ···· ·· ··· ····· ·· ···· ··· ·· ····· ·· ··· ···· ·· ··· ····· ··· ·· ···· ·· ····· ··· ·· ···· ·· ··· ·· ···· ·· ····· ··· ·· ···· ·· ··· ····· ·· ···· ··· ·· ····· ·· ··· ···· ·· ··· ····· ··· ·· ···· ·· ····· ··· ·· ···· ·· ··· ·· ···· ·· ····· ··· ·· ···· ·· ··· ····· ·· ···· ··· ·· ····· ·· ··· ···· ·· ··· ····· ··· ·· ···· ·· ····· ··· ·· ···· ·· ··· ·· ···· ·· ····· ··· ·· ···· ·· ··· ····· ·· ···· ··· ·· ····· ·· ··· ···· ·· ··· ····· ··· ·· ···· ·· ····· ··· ·· ···· ·· ··· ·· ···· ·· ····· ··· ·· ···· ·· ··· ····· ·· ···· ··· ·· ····· ·· ··· ···· ·· ··· ····· ··· ·· ···· ·· ····· ··· ·· ···· ·· ··· ·· ···· ·· ····· ··· ·· ···· ·· ··· ····· ·· ···· ··· ·· ····· ·· ··· ···· ·· ··· ····· ··· ·· ···· ·· ····· ··· ·· ···· ·· ··· ·· ···· ·· ····· ··· ·· ···· ·· ··· ····· ·· ···· ··· ·· ····· ·· ··· ···· ·· ··· ····· ··· ·· ···· ·· ····· ··· ·· ···· ·· ··· ·· ···· ·· ····· ··· ·· ···· ·· ··· ····· ·· ···· ··· ·· ····· ·· ··· ···· ·· ··· ····· ··· ·· ···· ·· ····· ··· ·· ···· ·· ··· ·· ···· ·· ····· ··· ·· ···· ·· ··· ····· ·· ···· ··· ·· ····· ·· ··· ···· ·· ··· ····· ··· ·· ···· ·· ····· ··· ·· ···· ·· ··· ·· ···· ·· ····· ··· ·· ···· ·· ··· ····· ·· ···· ··· ·· ····· ·· ··· ···· ·· ··· ····· ··· ·· ···· ·· ····· ··· ·· ···· ·· ··· ·· ···· ·· ····· ··· ·· ···· ·· ··· ····· ·· ···· ··· ·· ····· ·· ··· ···· ·· ··· ····· ··· ·· ···· ·· ····· ··· ·· ···· ·· ··· ·· ···· ·· ····· ··· ·· ···· ·· ··· ····· ·· ···· ··· ·· ····· ·· ··· ···· ·· ··· ····· ··· ·· ···· ·· ····· ··· ·· ···· ·· ··· ·· ···· ·· ····· ··· ·· ···· ·· ··· ····· ·· ···· ··· ·· ····· ·· ··· ···· ·· ··· ····· ··· ·· ···· ·· ····· ··· ·· ···· ·· ··· ·· ···· ·· ····· ··· ·· ···· ·· ··· ····· ·· ···· ··· ·· ····· ·· ··· ···· ·· ··· ····· ··· ·· ···· ·· ····· ··· ·· ···· ·· ··· ·· ···· ·· ····· ··· ·· ···· ·· ··· ····· ·· ···· ··· ·· ····· ·· ··· ···· ·· ··· ····· ··· ·· ···· ·· ····· ··· ·· ···· ·· ··· ·· ···· ·· ····· ··· ·· ···· ·· ··· ····· ·· ···· ··· ·· ····· ·· ··· ···· ·· ··· ····· ··· ·· ···· ·· ····· ··· ·· ···· ·· ··· ·· ···· ·· ····· ··· ·· ···· ·· ··· ····· ·· ···· ··· ·· ····· ·· ··· ···· ·· ··· ····· ··· ·· ···· ·· ····· ··· ·· ···· ·· ··· ·· ···· ·· ····· ··· ·· ···· ·· ··· ····· ·· ···· ··· ·· ····· ·· ··· ···· ·· ··· ····· ··· ·· ···· ·· ····· ··· ·· ···· ·· ··· ·· ···· ·· ····· ··· ·· ···· ·· ··· ····· ·· ···· ··· ·· ····· ·· ··· ···· ·· ··· ····· ··· ·· ···· ·· ····· ··· ·· ···· ·· ··· ·· ···· ·· ····· ··· ·· ···· ·· ··· ····· ·· ···· ··· ·· ····· ·· ··· ···· ·· ··· ····· ··· ·· ···· ·· ····· ··· ·· ···· ··: [1004, 679, 1100, 1277]
- ambitious-heading: TO PARENTS OF AMBITIOUS YOUTHS.: [786, 1253, 884, 1269]
- column-rule: [890, 54, 891, 1754]
- ad-title: UNQUESTIONABLE QUALITY.: [361, 1380, 429, 1397]
- heading: RE-HANDICAPS FOR STRATFORD.: [30, 663, 102, 679]
- advert-quality: [344, 1376, 446, 1754]
- divider: [454, 186, 666, 187]
- racehorse-icon: [540, 1140, 690, 1200]
- sporting-club: MARTON JOCKEY CLUB.: [474, 1204, 756, 1272]
- box-plans: BOX PLANS FOR SESSION AS ADVERTISED BELOW NOW ON VIEW DAILY AT THEATRE VESTIBULE FROM 9.30 A.M. TILL 5 P.M.: [234, 69, 336, 106]
- byline: By Telegraph—Press Association.: [132, 1592, 220, 1600]
- picton-heading: FOR PICTON AND NELSON.: [898, 249, 992, 258]
- page-number: 9: [1091, 20, 1100, 39]
- column-turf-2: [126, 54, 226, 1754]
- byline: By Telegraph—Press Association.: [22, 86, 110, 94]
- royal-heading: ROYAL MAIL STEAMERS.: [1008, 84, 1096, 93]
- london-heading: SYDNEY TO LONDON.: [1014, 93, 1090, 102]
- po-heading: P. AND O. S. N. CO.'S AND B. I. S. N. CO.: [1006, 68, 1098, 84]
- canterbury-heading: THE CANTERBURY STEAM SHIPPING CO., LTD.: [1005, 1425, 1099, 1442]
- johnston-heading: JOHNSTON AND CO., LTD.: [1008, 652, 1096, 661]
- sporting-features: [454, 1342, 776, 1362]
- section-educational: EDUCATIONAL.: [784, 54, 886, 65]
